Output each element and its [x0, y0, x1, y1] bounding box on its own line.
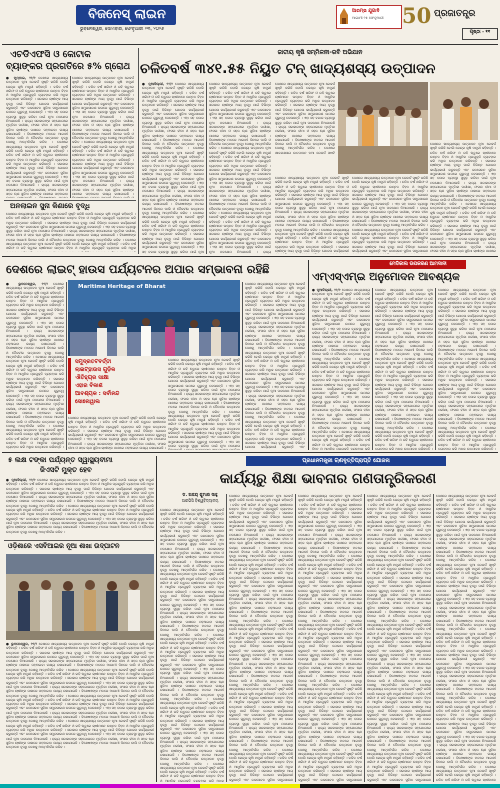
lead-photo-2 — [430, 82, 498, 140]
lead-text-col3: ଦେଶରେ ଖାଦ୍ୟଶସ୍ୟ ଉତ୍ପାଦନ ନୂଆ ରେକର୍ଡ ସୃଷ୍ଟି କରିଛି ବୋଲି କେନ୍ଦ୍ର କୃଷି ମନ୍ତ୍ରୀ କହିଛନ୍ତି । ଚଳିତ ବର୍ଷ ଖରିଫ ଓ ରବି ଋତୁରେ ଚାଷୀମାନେ ଉନ୍ନତ ବିହନ ଓ ଆଧୁନିକ ପ୍ରଯୁକ୍ତି ବ୍ୟବହାର କରି ଅଧିକ ଉତ୍ପାଦନ କରିଛନ୍ତି । ସରକାର ଚାଷୀଙ୍କ ଆୟ ବୃଦ୍ଧି ପାଇଁ ବିଭିନ୍ନ ଯୋଜନା କାର୍ଯ୍ୟକାରୀ କରୁଛନ୍ତି ଏବଂ ଜଳସେଚନ ସୁବିଧା ସମ୍ପ୍ରସାରଣ ଉପରେ ଗୁରୁତ୍ୱ ଦେଉଛନ୍ତି । ଏହା ସହ ବଜାର ବ୍ୟବସ୍ଥା ସୁଦୃଢ଼ କରିବା ପାଇଁ ନୂଆ ପଦକ୍ଷେପ ନିଆଯାଉଛି । ରାଜ୍ୟ ସରକାରଙ୍କ ସହଯୋଗରେ ମୃତ୍ତିକା ପରୀକ୍ଷା, ଫସଲ ବୀମା ଓ ସହଜ ଋଣ ସୁବିଧା ଚାଷୀଙ୍କ ପାଖରେ ପହଞ୍ଚାଇବା ଲକ୍ଷ୍ୟ ରଖାଯାଇଛି । ବିଶେଷଜ୍ଞଙ୍କ ମତରେ ଆଗାମୀ ଦିନରେ ଡାଲି ଓ ତୈଳବୀଜ ଉତ୍ପାଦନ ବୃଦ୍ଧି ଦେଶକୁ ଆତ୍ମନିର୍ଭର କରିବ । ଦେଶରେ ଖାଦ୍ୟଶସ୍ୟ ଉତ୍ପାଦନ ନୂଆ ରେକର୍ଡ ସୃଷ୍ଟି — [275, 82, 335, 154]
paper-name: ପ୍ରଜାତନ୍ତ୍ର — [434, 9, 476, 19]
lighthouse-text-col3: ଦେଶରେ ଖାଦ୍ୟଶସ୍ୟ ଉତ୍ପାଦନ ନୂଆ ରେକର୍ଡ ସୃଷ୍ଟି କରିଛି ବୋଲି କେନ୍ଦ୍ର କୃଷି ମନ୍ତ୍ରୀ କହିଛନ୍ତି । ଚଳିତ ବର୍ଷ ଖରିଫ ଓ ରବି ଋତୁରେ ଚାଷୀମାନେ ଉନ୍ନତ ବିହନ ଓ ଆଧୁନିକ ପ୍ରଯୁକ୍ତି ବ୍ୟବହାର କରି ଅଧିକ ଉତ୍ପାଦନ କରିଛନ୍ତି । ସରକାର ଚାଷୀଙ୍କ ଆୟ ବୃଦ୍ଧି ପାଇଁ ବିଭିନ୍ନ ଯୋଜନା କାର୍ଯ୍ୟକାରୀ କରୁଛନ୍ତି ଏବଂ ଜଳସେଚନ ସୁବିଧା ସମ୍ପ୍ରସାରଣ ଉପରେ ଗୁରୁତ୍ୱ ଦେଉଛନ୍ତି । ଏହା ସହ ବଜାର ବ୍ୟବସ୍ଥା ସୁଦୃଢ଼ କରିବା ପାଇଁ ନୂଆ ପଦକ୍ଷେପ ନିଆଯାଉଛି । ରାଜ୍ୟ ସରକାରଙ୍କ ସହଯୋଗରେ ମୃତ୍ତିକା ପରୀକ୍ଷା, ଫସଲ ବୀମା ଓ ସହଜ ଋଣ ସୁବିଧା ଚାଷୀଙ୍କ ପାଖରେ ପହଞ୍ଚାଇବା ଲକ୍ଷ୍ୟ ରଖାଯାଇଛି । — [68, 416, 166, 450]
education-text-col4: ଦେଶରେ ଖାଦ୍ୟଶସ୍ୟ ଉତ୍ପାଦନ ନୂଆ ରେକର୍ଡ ସୃଷ୍ଟି କରିଛି ବୋଲି କେନ୍ଦ୍ର କୃଷି ମନ୍ତ୍ରୀ କହିଛନ୍ତି । ଚଳିତ ବର୍ଷ ଖରିଫ ଓ ରବି ଋତୁରେ ଚାଷୀମାନେ ଉନ୍ନତ ବିହନ ଓ ଆଧୁନିକ ପ୍ରଯୁକ୍ତି ବ୍ୟବହାର କରି ଅଧିକ ଉତ୍ପାଦନ କରିଛନ୍ତି । ସରକାର ଚାଷୀଙ୍କ ଆୟ ବୃଦ୍ଧି ପାଇଁ ବିଭିନ୍ନ ଯୋଜନା କାର୍ଯ୍ୟକାରୀ କରୁଛନ୍ତି ଏବଂ ଜଳସେଚନ ସୁବିଧା ସମ୍ପ୍ରସାରଣ ଉପରେ ଗୁରୁତ୍ୱ ଦେଉଛନ୍ତି । ଏହା ସହ ବଜାର ବ୍ୟବସ୍ଥା ସୁଦୃଢ଼ କରିବା ପାଇଁ ନୂଆ ପଦକ୍ଷେପ ନିଆଯାଉଛି । ରାଜ୍ୟ ସରକାରଙ୍କ ସହଯୋଗରେ ମୃତ୍ତିକା ପରୀକ୍ଷା, ଫସଲ ବୀମା ଓ ସହଜ ଋଣ ସୁବିଧା ଚାଷୀଙ୍କ ପାଖରେ ପହଞ୍ଚାଇବା ଲକ୍ଷ୍ୟ ରଖାଯାଇଛି । ବିଶେଷଜ୍ଞଙ୍କ ମତରେ ଆଗାମୀ ଦିନରେ ଡାଲି ଓ ତୈଳବୀଜ ଉତ୍ପାଦନ ବୃଦ୍ଧି ଦେଶକୁ ଆତ୍ମନିର୍ଭର କରିବ । ଦେଶରେ ଖାଦ୍ୟଶସ୍ୟ ଉତ୍ପାଦନ ନୂଆ ରେକର୍ଡ ସୃଷ୍ଟି କରିଛି ବୋଲି କେନ୍ଦ୍ର କୃଷି ମନ୍ତ୍ରୀ କହିଛନ୍ତି । ଚଳିତ ବର୍ଷ ଖରିଫ ଓ ରବି ଋତୁରେ ଚାଷୀମାନେ ଉନ୍ନତ ବିହନ ଓ ଆଧୁନିକ ପ୍ରଯୁକ୍ତି ବ୍ୟବହାର କରି ଅଧିକ ଉତ୍ପାଦନ କରିଛନ୍ତି । ସରକାର ଚାଷୀଙ୍କ ଆୟ ବୃଦ୍ଧି ପାଇଁ ବିଭିନ୍ନ ଯୋଜନା କାର୍ଯ୍ୟକାରୀ କରୁଛନ୍ତି ଏବଂ ଜଳସେଚନ ସୁବିଧା ସମ୍ପ୍ରସାରଣ ଉପରେ ଗୁରୁତ୍ୱ ଦେଉଛନ୍ତି । ଏହା ସହ ବଜାର ବ୍ୟବସ୍ଥା ସୁଦୃଢ଼ କରିବା ପାଇଁ ନୂଆ ପଦକ୍ଷେପ ନିଆଯାଉଛି । ରାଜ୍ୟ ସରକାରଙ୍କ ସହଯୋଗରେ ମୃତ୍ତିକା ପରୀକ୍ଷା, ଫସଲ ବୀମା ଓ ସହଜ ଋଣ ସୁବିଧା ଚାଷୀଙ୍କ ପାଖରେ ପହଞ୍ଚାଇବା ଲକ୍ଷ୍ୟ ରଖାଯାଇଛି । ବିଶେଷଜ୍ଞଙ୍କ ମତରେ ଆଗାମୀ ଦିନରେ ଡାଲି ଓ ତୈଳବୀଜ ଉତ୍ପାଦନ ବୃଦ୍ଧି ଦେଶକୁ ଆତ୍ମନିର୍ଭର କରିବ । ଦେଶରେ ଖାଦ୍ୟଶସ୍ୟ ଉତ୍ପାଦନ ନୂଆ ରେକର୍ଡ ସୃଷ୍ଟି କରିଛି ବୋଲି କେନ୍ଦ୍ର କୃଷି ମନ୍ତ୍ରୀ କହିଛନ୍ତି । ଚଳିତ ବର୍ଷ ଖରିଫ ଓ ରବି ଋତୁରେ ଚାଷୀମାନେ ଉନ୍ନତ ବିହନ ଓ ଆଧୁନିକ ପ୍ରଯୁକ୍ତି ବ୍ୟବହାର କରି ଅଧିକ ଉତ୍ପାଦନ କରିଛନ୍ତି । ସରକାର ଚାଷୀଙ୍କ ଆୟ ବୃଦ୍ଧି ପାଇଁ ବିଭିନ୍ନ ଯୋଜନା କାର୍ଯ୍ୟକାରୀ କରୁଛନ୍ତି ଏବଂ ଜଳସେଚନ ସୁବିଧା ସମ୍ପ୍ରସାରଣ ଉପରେ ଗୁରୁତ୍ୱ ଦେଉଛନ୍ତି । ଏହା ସହ ବଜାର ବ୍ୟବସ୍ଥା ସୁଦୃଢ଼ କରିବା ପାଇଁ ନୂଆ ପଦକ୍ଷେପ ନିଆଯାଉଛି । ରାଜ୍ୟ ସରକାରଙ୍କ ସହଯୋଗରେ ମୃତ୍ତିକା ପରୀକ୍ଷା, ଫସଲ ବୀମା ଓ ସହଜ ଋଣ ସୁବିଧା ଚାଷୀଙ୍କ ପାଖରେ ପହଞ୍ଚାଇବା ଲକ୍ଷ୍ୟ ରଖାଯାଇଛି । ବିଶେଷଜ୍ଞଙ୍କ ମତରେ ଆଗାମୀ ଦିନରେ ଡାଲି ଓ ତୈଳବୀଜ ଉତ୍ପାଦନ ବୃଦ୍ଧି ଦେଶକୁ ଆତ୍ମନିର୍ଭର କରିବ । ଦେଶରେ ଖାଦ୍ୟଶସ୍ୟ ଉତ୍ପାଦନ ନୂଆ ରେକର୍ଡ ସୃଷ୍ଟି କରିଛି ବୋଲି କେନ୍ଦ୍ର କୃଷି ମନ୍ତ୍ରୀ କହିଛନ୍ତି । ଚଳିତ ବର୍ଷ ଖରିଫ ଓ ରବି ଋତୁରେ ଚାଷୀମାନେ ଉନ୍ନତ ବିହନ ଓ ଆଧୁନିକ ପ୍ରଯୁକ୍ତି ବ୍ୟବହାର କରି ଅଧିକ ଉତ୍ପାଦନ କରିଛନ୍ତି । ସରକାର ଚାଷୀଙ୍କ ଆୟ ବୃଦ୍ଧି ପାଇଁ ବିଭିନ୍ନ ଯୋଜନା କାର୍ଯ୍ୟକାରୀ କରୁଛନ୍ତି ଏବଂ ଜଳସେଚନ ସୁବିଧା ସମ୍ପ୍ରସାରଣ ଉପରେ ଗୁରୁତ୍ୱ ଦେଉଛନ୍ତି । ଏହା ସହ ବଜାର ବ୍ୟବସ୍ଥା ସୁଦୃଢ଼ କରିବା ପାଇଁ ନୂଆ ପଦକ୍ଷେପ ନିଆଯାଉଛି । ରାଜ୍ୟ ସରକାରଙ୍କ ସହଯୋଗରେ ମୃତ୍ତିକା ପରୀକ୍ଷା, ଫସଲ ବୀମା ଓ ସହଜ ଋଣ ସୁବିଧା ଚାଷୀଙ୍କ ପାଖରେ ପହଞ୍ଚାଇବା ଲକ୍ଷ୍ୟ ରଖାଯାଇଛି । ବିଶେଷଜ୍ଞଙ୍କ ମତରେ ଆଗାମୀ ଦିନରେ ଡାଲି ଓ ତୈଳବୀଜ ଉତ୍ପାଦନ ବୃଦ୍ଧି ଦେଶକୁ ଆତ୍ମନିର୍ଭର କରିବ । ଦେଶରେ ଖାଦ୍ୟଶସ୍ୟ ଉତ୍ପାଦନ ନୂଆ ରେକର୍ଡ ସୃଷ୍ଟି କରିଛି ବୋଲି କେନ୍ଦ୍ର କୃଷି ମନ୍ତ୍ରୀ କହିଛନ୍ତି । ଚଳିତ ବର୍ଷ ଖରିଫ ଓ ରବି ଋତୁରେ ଚାଷୀମାନେ ଉନ୍ନତ ବିହନ ଓ ଆଧୁନିକ ପ୍ରଯୁକ୍ତି ବ୍ୟବହାର କରି ଅଧିକ ଉତ୍ପାଦନ କରିଛନ୍ତି । ସରକାର ଚାଷୀଙ୍କ ଆୟ ବୃଦ୍ଧି ପାଇଁ ବିଭିନ୍ନ ଯୋଜନା କାର୍ଯ୍ୟକାରୀ କରୁଛନ୍ତି ଏବଂ ଜଳସେଚନ ସୁବିଧା ସମ୍ପ୍ରସାରଣ — [367, 494, 431, 782]
bank-text: ● ଭୁବନେଶ୍ୱର, ୨୨/୨ ଦେଶରେ ଖାଦ୍ୟଶସ୍ୟ ଉତ୍ପାଦନ ନୂଆ ରେକର୍ଡ ସୃଷ୍ଟି କରିଛି ବୋଲି କେନ୍ଦ୍ର କୃଷି ମନ୍ତ୍ରୀ କହିଛନ୍ତି । ଚଳିତ ବର୍ଷ ଖରିଫ ଓ ରବି ଋତୁରେ ଚାଷୀମାନେ ଉନ୍ନତ ବିହନ ଓ ଆଧୁନିକ ପ୍ରଯୁକ୍ତି ବ୍ୟବହାର କରି ଅଧିକ ଉତ୍ପାଦନ କରିଛନ୍ତି । ସରକାର ଚାଷୀଙ୍କ ଆୟ ବୃଦ୍ଧି ପାଇଁ ବିଭିନ୍ନ ଯୋଜନା କାର୍ଯ୍ୟକାରୀ କରୁଛନ୍ତି ଏବଂ ଜଳସେଚନ ସୁବିଧା ସମ୍ପ୍ରସାରଣ ଉପରେ ଗୁରୁତ୍ୱ ଦେଉଛନ୍ତି । ଏହା ସହ ବଜାର ବ୍ୟବସ୍ଥା ସୁଦୃଢ଼ କରିବା ପାଇଁ ନୂଆ ପଦକ୍ଷେପ ନିଆଯାଉଛି । ରାଜ୍ୟ ସରକାରଙ୍କ ସହଯୋଗରେ ମୃତ୍ତିକା ପରୀକ୍ଷା, ଫସଲ ବୀମା ଓ ସହଜ ଋଣ ସୁବିଧା ଚାଷୀଙ୍କ ପାଖରେ ପହଞ୍ଚାଇବା ଲକ୍ଷ୍ୟ ରଖାଯାଇଛି । ବିଶେଷଜ୍ଞଙ୍କ ମତରେ ଆଗାମୀ ଦିନରେ ଡାଲି ଓ ତୈଳବୀଜ ଉତ୍ପାଦନ ବୃଦ୍ଧି ଦେଶକୁ ଆତ୍ମନିର୍ଭର କରିବ । ଦେଶରେ ଖାଦ୍ୟଶସ୍ୟ ଉତ୍ପାଦନ ନୂଆ ରେକର୍ଡ ସୃଷ୍ଟି କରିଛି ବୋଲି କେନ୍ଦ୍ର କୃଷି ମନ୍ତ୍ରୀ କହିଛନ୍ତି । ଚଳିତ ବର୍ଷ ଖରିଫ ଓ ରବି ଋତୁରେ ଚାଷୀମାନେ ଉନ୍ନତ ବିହନ ଓ ଆଧୁନିକ ପ୍ରଯୁକ୍ତି ବ୍ୟବହାର କରି ଅଧିକ ଉତ୍ପାଦନ କରିଛନ୍ତି । ସରକାର ଚାଷୀଙ୍କ ଆୟ ବୃଦ୍ଧି ପାଇଁ ବିଭିନ୍ନ ଯୋଜନା କାର୍ଯ୍ୟକାରୀ କରୁଛନ୍ତି ଏବଂ ଜଳସେଚନ ସୁବିଧା ସମ୍ପ୍ରସାରଣ ଉପରେ ଗୁରୁତ୍ୱ ଦେଉଛନ୍ତି । ଏହା ସହ ବଜାର ବ୍ୟବସ୍ଥା ସୁଦୃଢ଼ କରିବା ପାଇଁ ନୂଆ ପଦକ୍ଷେପ ନିଆଯାଉଛି । ରାଜ୍ୟ ସରକାରଙ୍କ ସହଯୋଗରେ ମୃତ୍ତିକା ପରୀକ୍ଷା, ଫସଲ ବୀମା ଓ ସହଜ ଋଣ ସୁବିଧା ଚାଷୀଙ୍କ ପାଖରେ ପହଞ୍ଚାଇବା ଲକ୍ଷ୍ୟ ରଖାଯାଇଛି । ବିଶେଷଜ୍ଞଙ୍କ ମତରେ ଆଗାମୀ ଦିନରେ ଡାଲି ଓ ତୈଳବୀଜ ଉତ୍ପାଦନ ବୃଦ୍ଧି ଦେଶକୁ ଆତ୍ମନିର୍ଭର କରିବ । ଦେଶରେ ଖାଦ୍ୟଶସ୍ୟ ଉତ୍ପାଦନ ନୂଆ ରେକର୍ଡ ସୃଷ୍ଟି କରିଛି ବୋଲି କେନ୍ଦ୍ର କୃଷି ମନ୍ତ୍ରୀ କହିଛନ୍ତି । ଚଳିତ ବର୍ଷ ଖରିଫ ଓ ରବି ଋତୁରେ ଚାଷୀମାନେ ଉନ୍ନତ ବିହନ ଓ ଆଧୁନିକ ପ୍ରଯୁକ୍ତି ବ୍ୟବହାର କରି ଅଧିକ ଉତ୍ପାଦନ କରିଛନ୍ତି । ସରକାର ଚାଷୀଙ୍କ ଆୟ ବୃଦ୍ଧି ପାଇଁ ବିଭିନ୍ନ ଯୋଜନା କାର୍ଯ୍ୟକାରୀ କରୁଛନ୍ତି ଏବଂ ଜଳସେଚନ ସୁବିଧା ସମ୍ପ୍ରସାରଣ ଉପରେ ଗୁରୁତ୍ୱ ଦେଉଛନ୍ତି । ଏହା ସହ ବଜାର ବ୍ୟବସ୍ଥା ସୁଦୃଢ଼ କରିବା ପାଇଁ ନୂଆ ପଦକ୍ଷେପ ନିଆଯାଉଛି । ରାଜ୍ୟ ସରକାରଙ୍କ ସହଯୋଗରେ ମୃତ୍ତିକା ପରୀକ୍ଷା, ଫସଲ ବୀମା ଓ ସହଜ ଋଣ ସୁବିଧା ଚାଷୀଙ୍କ ପାଖରେ ପହଞ୍ଚାଇବା ଲକ୍ଷ୍ୟ ରଖାଯାଇଛି । ବିଶେଷଜ୍ଞଙ୍କ ମତରେ ଆଗାମୀ ଦିନରେ ଡାଲି ଓ ତୈଳବୀଜ ଉତ୍ପାଦନ ବୃଦ୍ଧି ଦେଶକୁ ଆତ୍ମନିର୍ଭର କରିବ । ଦେଶରେ ଖାଦ୍ୟଶସ୍ୟ ଉତ୍ପାଦନ ନୂଆ ରେକର୍ଡ ସୃଷ୍ଟି କରିଛି ବୋଲି କେନ୍ଦ୍ର କୃଷି ମନ୍ତ୍ରୀ କହିଛନ୍ତି । ଚଳିତ ବର୍ଷ ଖରିଫ ଓ ରବି ଋତୁରେ ଚାଷୀମାନେ ଉନ୍ନତ ବିହନ ଓ ଆଧୁନିକ ପ୍ରଯୁକ୍ତି ବ୍ୟବହାର କରି ଅଧିକ ଉତ୍ପାଦନ କରିଛନ୍ତି । ସରକାର ଚାଷୀଙ୍କ ଆୟ ବୃଦ୍ଧି ପାଇଁ ବିଭିନ୍ନ ଯୋଜନା କାର୍ଯ୍ୟକାରୀ କରୁଛନ୍ତି ଏବଂ ଜଳସେଚନ ସୁବିଧା ସମ୍ପ୍ରସାରଣ ଉପରେ ଗୁରୁତ୍ୱ ଦେଉଛନ୍ତି । ଏହା ସହ ବଜାର ବ୍ୟବସ୍ଥା ସୁଦୃଢ଼ କରିବା ପାଇଁ ନୂଆ ପଦକ୍ଷେପ ନିଆଯାଉଛି । ରାଜ୍ୟ ସରକାରଙ୍କ ସହଯୋଗରେ ମୃତ୍ତିକା ପରୀକ୍ଷା, ଫସଲ ବୀମା ଓ ସହଜ ଋଣ ସୁବିଧା ଚାଷୀଙ୍କ ପାଖରେ ପହଞ୍ଚାଇବା ଲକ୍ଷ୍ୟ ରଖାଯାଇଛି । ବିଶେଷଜ୍ଞଙ୍କ ମତରେ ଆଗାମୀ ଦିନରେ ଡାଲି ଓ ତୈଳବୀଜ ଉତ୍ପାଦନ ବୃଦ୍ଧି ଦେଶକୁ ଆତ୍ମନିର୍ଭର କରିବ । — [6, 642, 154, 750]
education-kicker: ପ୍ରଧାନମନ୍ତ୍ରୀ ଋଣଵୃତ୍ତିପ୍ରାପ୍ତି ଯୋଜନା — [302, 458, 390, 464]
lead-kicker: ଜାତୀୟ କୃଷି ସମ୍ମିଳନୀ-ରବି ଅଭିଯାନ — [277, 49, 363, 56]
lead-text-col6: ଦେଶରେ ଖାଦ୍ୟଶସ୍ୟ ଉତ୍ପାଦନ ନୂଆ ରେକର୍ଡ ସୃଷ୍ଟି କରିଛି ବୋଲି କେନ୍ଦ୍ର କୃଷି ମନ୍ତ୍ରୀ କହିଛନ୍ତି । ଚଳିତ ବର୍ଷ ଖରିଫ ଓ ରବି ଋତୁରେ ଚାଷୀମାନେ ଉନ୍ନତ ବିହନ ଓ ଆଧୁନିକ ପ୍ରଯୁକ୍ତି ବ୍ୟବହାର କରି ଅଧିକ ଉତ୍ପାଦନ କରିଛନ୍ତି । ସରକାର ଚାଷୀଙ୍କ ଆୟ ବୃଦ୍ଧି ପାଇଁ ବିଭିନ୍ନ ଯୋଜନା କାର୍ଯ୍ୟକାରୀ କରୁଛନ୍ତି ଏବଂ ଜଳସେଚନ ସୁବିଧା ସମ୍ପ୍ରସାରଣ ଉପରେ ଗୁରୁତ୍ୱ ଦେଉଛନ୍ତି । ଏହା ସହ ବଜାର ବ୍ୟବସ୍ଥା ସୁଦୃଢ଼ କରିବା ପାଇଁ ନୂଆ ପଦକ୍ଷେପ ନିଆଯାଉଛି । ରାଜ୍ୟ ସରକାରଙ୍କ ସହଯୋଗରେ ମୃତ୍ତିକା ପରୀକ୍ଷା, ଫସଲ ବୀମା ଓ ସହଜ ଋଣ ସୁବିଧା ଚାଷୀଙ୍କ ପାଖରେ ପହଞ୍ଚାଇବା ଲକ୍ଷ୍ୟ ରଖାଯାଇଛି । ବିଶେଷଜ୍ଞଙ୍କ ମତରେ ଆଗାମୀ ଦିନରେ ଡାଲି ଓ ତୈଳବୀଜ ଉତ୍ପାଦନ ବୃଦ୍ଧି ଦେଶକୁ ଆତ୍ମନିର୍ଭର କରିବ । ଦେଶରେ ଖାଦ୍ୟଶସ୍ୟ ଉତ୍ପାଦନ ନୂଆ ରେକର୍ଡ ସୃଷ୍ଟି କରିଛି ବୋଲି କେନ୍ଦ୍ର କୃଷି ମନ୍ତ୍ରୀ କହିଛନ୍ତି । ଚଳିତ ବର୍ଷ ଖରିଫ ଓ ରବି ଋତୁରେ ଚାଷୀମାନେ ଉନ୍ନତ ବିହନ ଓ ଆଧୁନିକ ପ୍ରଯୁକ୍ତି ବ୍ୟବହାର କରି ଅଧିକ ଉତ୍ପାଦନ କରିଛନ୍ତି । ସରକାର ଚାଷୀଙ୍କ ଆୟ ବୃଦ୍ଧି ପାଇଁ ବିଭିନ୍ନ ଯୋଜନା କାର୍ଯ୍ୟକାରୀ କରୁଛନ୍ତି ଏବଂ ଜଳସେଚନ ସୁବିଧା ସମ୍ପ୍ରସାରଣ — [352, 176, 428, 254]
education-headline: କାର୍ଯ୍ୟରୁ ଶିକ୍ଷା ଭାବନାର ଗଣତାନ୍ତ୍ରିକରଣ — [219, 471, 437, 487]
lighthouse-photo — [68, 280, 240, 356]
left-story-body: ଦେଶରେ ଖାଦ୍ୟଶସ୍ୟ ଉତ୍ପାଦନ ନୂଆ ରେକର୍ଡ ସୃଷ୍ଟି କରିଛି ବୋଲି କେନ୍ଦ୍ର କୃଷି ମନ୍ତ୍ରୀ କହିଛନ୍ତି । ଚଳିତ ବର୍ଷ ଖରିଫ ଓ ରବି ଋତୁରେ ଚାଷୀମାନେ ଉନ୍ନତ ବିହନ ଓ ଆଧୁନିକ ପ୍ରଯୁକ୍ତି ବ୍ୟବହାର କରି ଅଧିକ ଉତ୍ପାଦନ କରିଛନ୍ତି । ସରକାର ଚାଷୀଙ୍କ ଆୟ ବୃଦ୍ଧି ପାଇଁ ବିଭିନ୍ନ ଯୋଜନା କାର୍ଯ୍ୟକାରୀ କରୁଛନ୍ତି ଏବଂ ଜଳସେଚନ ସୁବିଧା ସମ୍ପ୍ରସାରଣ ଉପରେ ଗୁରୁତ୍ୱ ଦେଉଛନ୍ତି । ଏହା ସହ ବଜାର ବ୍ୟବସ୍ଥା ସୁଦୃଢ଼ କରିବା ପାଇଁ ନୂଆ ପଦକ୍ଷେପ ନିଆଯାଉଛି । ରାଜ୍ୟ ସରକାରଙ୍କ ସହଯୋଗରେ ମୃତ୍ତିକା ପରୀକ୍ଷା, ଫସଲ ବୀମା ଓ ସହଜ ଋଣ ସୁବିଧା ଚାଷୀଙ୍କ ପାଖରେ ପହଞ୍ଚାଇବା ଲକ୍ଷ୍ୟ ରଖାଯାଇଛି । ବିଶେଷଜ୍ଞଙ୍କ ମତରେ ଆଗାମୀ ଦିନରେ ଡାଲି ଓ ତୈଳବୀଜ ଉତ୍ପାଦନ ବୃଦ୍ଧି ଦେଶକୁ ଆତ୍ମନିର୍ଭର କରିବ । — [6, 76, 68, 145]
lead-headline: ଚଳିତବର୍ଷ ୩୪୧.୫୫ ନିୟୁତ ଟନ୍ ଖାଦ୍ୟଶସ୍ୟ ଉତ୍ପାଦନ — [140, 61, 436, 77]
bank-headline: ଓଡ଼ିଶାରେ ଏସବିଆଇର ନୂଆ ଶାଖା ଉଦ୍‌ଘାଟନ — [8, 542, 120, 550]
lead-text-col5: ଦେଶରେ ଖାଦ୍ୟଶସ୍ୟ ଉତ୍ପାଦନ ନୂଆ ରେକର୍ଡ ସୃଷ୍ଟି କରିଛି ବୋଲି କେନ୍ଦ୍ର କୃଷି ମନ୍ତ୍ରୀ କହିଛନ୍ତି । ଚଳିତ ବର୍ଷ ଖରିଫ ଓ ରବି ଋତୁରେ ଚାଷୀମାନେ ଉନ୍ନତ ବିହନ ଓ ଆଧୁନିକ ପ୍ରଯୁକ୍ତି ବ୍ୟବହାର କରି ଅଧିକ ଉତ୍ପାଦନ କରିଛନ୍ତି । ସରକାର ଚାଷୀଙ୍କ ଆୟ ବୃଦ୍ଧି ପାଇଁ ବିଭିନ୍ନ ଯୋଜନା କାର୍ଯ୍ୟକାରୀ କରୁଛନ୍ତି ଏବଂ ଜଳସେଚନ ସୁବିଧା ସମ୍ପ୍ରସାରଣ ଉପରେ ଗୁରୁତ୍ୱ ଦେଉଛନ୍ତି । ଏହା ସହ ବଜାର ବ୍ୟବସ୍ଥା ସୁଦୃଢ଼ କରିବା ପାଇଁ ନୂଆ ପଦକ୍ଷେପ ନିଆଯାଉଛି । ରାଜ୍ୟ ସରକାରଙ୍କ ସହଯୋଗରେ ମୃତ୍ତିକା ପରୀକ୍ଷା, ଫସଲ ବୀମା ଓ ସହଜ ଋଣ ସୁବିଧା ଚାଷୀଙ୍କ ପାଖରେ ପହଞ୍ଚାଇବା ଲକ୍ଷ୍ୟ ରଖାଯାଇଛି । ବିଶେଷଜ୍ଞଙ୍କ ମତରେ ଆଗାମୀ ଦିନରେ ଡାଲି ଓ ତୈଳବୀଜ ଉତ୍ପାଦନ ବୃଦ୍ଧି ଦେଶକୁ ଆତ୍ମନିର୍ଭର କରିବ । ଦେଶରେ ଖାଦ୍ୟଶସ୍ୟ ଉତ୍ପାଦନ ନୂଆ ରେକର୍ଡ ସୃଷ୍ଟି କରିଛି ବୋଲି କେନ୍ଦ୍ର କୃଷି ମନ୍ତ୍ରୀ କହିଛନ୍ତି । ଚଳିତ ବର୍ଷ ଖରିଫ ଓ ରବି ଋତୁରେ ଚାଷୀମାନେ ଉନ୍ନତ ବିହନ ଓ ଆଧୁନିକ ପ୍ରଯୁକ୍ତି ବ୍ୟବହାର କରି ଅଧିକ ଉତ୍ପାଦନ କରିଛନ୍ତି । ସରକାର ଚାଷୀଙ୍କ ଆୟ ବୃଦ୍ଧି ପାଇଁ ବିଭିନ୍ନ ଯୋଜନା କାର୍ଯ୍ୟକାରୀ — [275, 176, 349, 254]
bank-photo — [6, 554, 154, 640]
lighthouse-quote-box — [68, 358, 166, 414]
msme-byline: ● ନୂଆଦିଲ୍ଲୀ, ୨୨/୨ — [312, 288, 341, 292]
brief-text: ଦେଶରେ ଖାଦ୍ୟଶସ୍ୟ ଉତ୍ପାଦନ ନୂଆ ରେକର୍ଡ ସୃଷ୍ଟି କରିଛି ବୋଲି କେନ୍ଦ୍ର କୃଷି ମନ୍ତ୍ରୀ କହିଛନ୍ତି । ଚଳିତ ବର୍ଷ ଖରିଫ ଓ ରବି ଋତୁରେ ଚାଷୀମାନେ ଉନ୍ନତ ବିହନ ଓ ଆଧୁନିକ ପ୍ରଯୁକ୍ତି ବ୍ୟବହାର କରି ଅଧିକ ଉତ୍ପାଦନ କରିଛନ୍ତି । ସରକାର ଚାଷୀଙ୍କ ଆୟ ବୃଦ୍ଧି ପାଇଁ ବିଭିନ୍ନ ଯୋଜନା କାର୍ଯ୍ୟକାରୀ କରୁଛନ୍ତି ଏବଂ ଜଳସେଚନ ସୁବିଧା ସମ୍ପ୍ରସାରଣ ଉପରେ ଗୁରୁତ୍ୱ ଦେଉଛନ୍ତି । ଏହା ସହ ବଜାର ବ୍ୟବସ୍ଥା ସୁଦୃଢ଼ କରିବା ପାଇଁ ନୂଆ ପଦକ୍ଷେପ ନିଆଯାଉଛି । ରାଜ୍ୟ ସରକାରଙ୍କ ସହଯୋଗରେ ମୃତ୍ତିକା ପରୀକ୍ଷା, ଫସଲ ବୀମା ଓ ସହଜ ଋଣ ସୁବିଧା ଚାଷୀଙ୍କ ପାଖରେ ପହଞ୍ଚାଇବା ଲକ୍ଷ୍ୟ ରଖାଯାଇଛି । ବିଶେଷଜ୍ଞଙ୍କ ମତରେ ଆଗାମୀ ଦିନରେ ଡାଲି ଓ ତୈଳବୀଜ ଉତ୍ପାଦନ ବୃଦ୍ଧି ଦେଶକୁ ଆତ୍ମନିର୍ଭର କରିବ । ଦେଶରେ ଖାଦ୍ୟଶସ୍ୟ ଉତ୍ପାଦନ ନୂଆ ରେକର୍ଡ ସୃଷ୍ଟି କରିଛି ବୋଲି କେନ୍ଦ୍ର କୃଷି ମନ୍ତ୍ରୀ କହିଛନ୍ତି । ଚଳିତ ବର୍ଷ ଖରିଫ ଓ ରବି ଋତୁରେ ଚାଷୀମାନେ ଉନ୍ନତ ବିହନ ଓ ଆଧୁନିକ ପ୍ରଯୁକ୍ତି ବ୍ୟବହାର କରି ଅଧିକ — [6, 212, 136, 251]
quote-line-6: ସୋନୋୱାଲ — [75, 399, 100, 405]
lead-text-col4: ଦେଶରେ ଖାଦ୍ୟଶସ୍ୟ ଉତ୍ପାଦନ ନୂଆ ରେକର୍ଡ ସୃଷ୍ଟି କରିଛି ବୋଲି କେନ୍ଦ୍ର କୃଷି ମନ୍ତ୍ରୀ କହିଛନ୍ତି । ଚଳିତ ବର୍ଷ ଖରିଫ ଓ ରବି ଋତୁରେ ଚାଷୀମାନେ ଉନ୍ନତ ବିହନ ଓ ଆଧୁନିକ ପ୍ରଯୁକ୍ତି ବ୍ୟବହାର କରି ଅଧିକ ଉତ୍ପାଦନ କରିଛନ୍ତି । ସରକାର ଚାଷୀଙ୍କ ଆୟ ବୃଦ୍ଧି ପାଇଁ ବିଭିନ୍ନ ଯୋଜନା କାର୍ଯ୍ୟକାରୀ କରୁଛନ୍ତି ଏବଂ ଜଳସେଚନ ସୁବିଧା ସମ୍ପ୍ରସାରଣ ଉପରେ ଗୁରୁତ୍ୱ ଦେଉଛନ୍ତି । ଏହା ସହ ବଜାର ବ୍ୟବସ୍ଥା ସୁଦୃଢ଼ କରିବା ପାଇଁ ନୂଆ ପଦକ୍ଷେପ ନିଆଯାଉଛି । ରାଜ୍ୟ ସରକାରଙ୍କ ସହଯୋଗରେ ମୃତ୍ତିକା ପରୀକ୍ଷା, ଫସଲ ବୀମା ଓ ସହଜ ଋଣ ସୁବିଧା ଚାଷୀଙ୍କ ପାଖରେ ପହଞ୍ଚାଇବା ଲକ୍ଷ୍ୟ ରଖାଯାଇଛି । ବିଶେଷଜ୍ଞଙ୍କ ମତରେ ଆଗାମୀ ଦିନରେ ଡାଲି ଓ ତୈଳବୀଜ ଉତ୍ପାଦନ ବୃଦ୍ଧି ଦେଶକୁ ଆତ୍ମନିର୍ଭର କରିବ । ଦେଶରେ ଖାଦ୍ୟଶସ୍ୟ ଉତ୍ପାଦନ ନୂଆ ରେକର୍ଡ ସୃଷ୍ଟି କରିଛି ବୋଲି କେନ୍ଦ୍ର କୃଷି ମନ୍ତ୍ରୀ କହିଛନ୍ତି । ଚଳିତ ବର୍ଷ ଖରିଫ ଓ ରବି ଋତୁରେ ଚାଷୀମାନେ ଉନ୍ନତ ବିହନ ଓ ଆଧୁନିକ ପ୍ରଯୁକ୍ତି ବ୍ୟବହାର କରି ଅଧିକ ଉତ୍ପାଦନ କରିଛନ୍ତି । ସରକାର ଚାଷୀଙ୍କ ଆୟ ବୃଦ୍ଧି ପାଇଁ ବିଭିନ୍ନ ଯୋଜନା କାର୍ଯ୍ୟକାରୀ କରୁଛନ୍ତି ଏବଂ ଜଳସେଚନ ସୁବିଧା ସମ୍ପ୍ରସାରଣ ଉପରେ ଗୁରୁତ୍ୱ ଦେଉଛନ୍ତି । ଏହା ସହ ବଜାର ବ୍ୟବସ୍ଥା ସୁଦୃଢ଼ କରିବା ପାଇଁ ନୂଆ ପଦକ୍ଷେପ ନିଆଯାଉଛି । ରାଜ୍ୟ ସରକାରଙ୍କ ସହଯୋଗରେ ମୃତ୍ତିକା ପରୀକ୍ଷା, ଫସଲ ବୀମା ଓ ସହଜ ଋଣ ସୁବିଧା ଚାଷୀଙ୍କ ପାଖରେ — [430, 142, 496, 254]
anniversary-mark: 50 — [402, 4, 432, 28]
quote-line-2: ଲାଇଟ୍‌ହାଉସ ଗୁଡ଼ିକ — [75, 367, 116, 373]
bank-photo-image — [6, 554, 154, 640]
health-text: ● ନୂଆଦିଲ୍ଲୀ, ୨୨/୨ ଦେଶରେ ଖାଦ୍ୟଶସ୍ୟ ଉତ୍ପାଦନ ନୂଆ ରେକର୍ଡ ସୃଷ୍ଟି କରିଛି ବୋଲି କେନ୍ଦ୍ର କୃଷି ମନ୍ତ୍ରୀ କହିଛନ୍ତି । ଚଳିତ ବର୍ଷ ଖରିଫ ଓ ରବି ଋତୁରେ ଚାଷୀମାନେ ଉନ୍ନତ ବିହନ ଓ ଆଧୁନିକ ପ୍ରଯୁକ୍ତି ବ୍ୟବହାର କରି ଅଧିକ ଉତ୍ପାଦନ କରିଛନ୍ତି । ସରକାର ଚାଷୀଙ୍କ ଆୟ ବୃଦ୍ଧି ପାଇଁ ବିଭିନ୍ନ ଯୋଜନା କାର୍ଯ୍ୟକାରୀ କରୁଛନ୍ତି ଏବଂ ଜଳସେଚନ ସୁବିଧା ସମ୍ପ୍ରସାରଣ ଉପରେ ଗୁରୁତ୍ୱ ଦେଉଛନ୍ତି । ଏହା ସହ ବଜାର ବ୍ୟବସ୍ଥା ସୁଦୃଢ଼ କରିବା ପାଇଁ ନୂଆ ପଦକ୍ଷେପ ନିଆଯାଉଛି । ରାଜ୍ୟ ସରକାରଙ୍କ ସହଯୋଗରେ ମୃତ୍ତିକା ପରୀକ୍ଷା, ଫସଲ ବୀମା ଓ ସହଜ ଋଣ ସୁବିଧା ଚାଷୀଙ୍କ ପାଖରେ ପହଞ୍ଚାଇବା ଲକ୍ଷ୍ୟ ରଖାଯାଇଛି । ବିଶେଷଜ୍ଞଙ୍କ ମତରେ ଆଗାମୀ ଦିନରେ ଡାଲି ଓ ତୈଳବୀଜ ଉତ୍ପାଦନ ବୃଦ୍ଧି ଦେଶକୁ ଆତ୍ମନିର୍ଭର କରିବ । ଦେଶରେ ଖାଦ୍ୟଶସ୍ୟ ଉତ୍ପାଦନ ନୂଆ ରେକର୍ଡ ସୃଷ୍ଟି କରିଛି ବୋଲି କେନ୍ଦ୍ର କୃଷି ମନ୍ତ୍ରୀ କହିଛନ୍ତି । ଚଳିତ ବର୍ଷ ଖରିଫ ଓ ରବି ଋତୁରେ ଚାଷୀମାନେ ଉନ୍ନତ ବିହନ ଓ ଆଧୁନିକ ପ୍ରଯୁକ୍ତି ବ୍ୟବହାର କରି ଅଧିକ ଉତ୍ପାଦନ କରିଛନ୍ତି । ସରକାର ଚାଷୀଙ୍କ ଆୟ ବୃଦ୍ଧି ପାଇଁ ବିଭିନ୍ନ ଯୋଜନା କାର୍ଯ୍ୟକାରୀ କରୁଛନ୍ତି ଏବଂ ଜଳସେଚନ ସୁବିଧା ସମ୍ପ୍ରସାରଣ ଉପରେ ଗୁରୁତ୍ୱ ଦେଉଛନ୍ତି । ଏହା ସହ ବଜାର ବ୍ୟବସ୍ଥା ସୁଦୃଢ଼ କରିବା ପାଇଁ ନୂଆ ପଦକ୍ଷେପ ନିଆଯାଉଛି । ରାଜ୍ୟ ସରକାରଙ୍କ ସହଯୋଗରେ ମୃତ୍ତିକା ପରୀକ୍ଷା, ଫସଲ ବୀମା ଓ ସହଜ ଋଣ ସୁବିଧା ଚାଷୀଙ୍କ ପାଖରେ ପହଞ୍ଚାଇବା ଲକ୍ଷ୍ୟ ରଖାଯାଇଛି । ବିଶେଷଜ୍ଞଙ୍କ ମତରେ ଆଗାମୀ ଦିନରେ ଡାଲି ଓ ତୈଳବୀଜ ଉତ୍ପାଦନ ବୃଦ୍ଧି ଦେଶକୁ ଆତ୍ମନିର୍ଭର କରିବ । — [6, 478, 154, 534]
lead-byline: ● ନୂଆଦିଲ୍ଲୀ, ୨୨/୨ — [142, 82, 173, 86]
registration-strip — [0, 784, 500, 788]
dateline: ଭୁବନେଶ୍ୱର, ସୋମବାର, ଫେବୃଆରୀ ୨୩, ୨୦୨୬ — [80, 27, 164, 32]
lead-photo — [338, 82, 428, 174]
lead-photo-image — [338, 82, 428, 174]
quote-line-1: ସମୁଦ୍ରତଟବର୍ତ୍ତୀ — [75, 359, 112, 365]
lead-text-col2: ଦେଶରେ ଖାଦ୍ୟଶସ୍ୟ ଉତ୍ପାଦନ ନୂଆ ରେକର୍ଡ ସୃଷ୍ଟି କରିଛି ବୋଲି କେନ୍ଦ୍ର କୃଷି ମନ୍ତ୍ରୀ କହିଛନ୍ତି । ଚଳିତ ବର୍ଷ ଖରିଫ ଓ ରବି ଋତୁରେ ଚାଷୀମାନେ ଉନ୍ନତ ବିହନ ଓ ଆଧୁନିକ ପ୍ରଯୁକ୍ତି ବ୍ୟବହାର କରି ଅଧିକ ଉତ୍ପାଦନ କରିଛନ୍ତି । ସରକାର ଚାଷୀଙ୍କ ଆୟ ବୃଦ୍ଧି ପାଇଁ ବିଭିନ୍ନ ଯୋଜନା କାର୍ଯ୍ୟକାରୀ କରୁଛନ୍ତି ଏବଂ ଜଳସେଚନ ସୁବିଧା ସମ୍ପ୍ରସାରଣ ଉପରେ ଗୁରୁତ୍ୱ ଦେଉଛନ୍ତି । ଏହା ସହ ବଜାର ବ୍ୟବସ୍ଥା ସୁଦୃଢ଼ କରିବା ପାଇଁ ନୂଆ ପଦକ୍ଷେପ ନିଆଯାଉଛି । ରାଜ୍ୟ ସରକାରଙ୍କ ସହଯୋଗରେ ମୃତ୍ତିକା ପରୀକ୍ଷା, ଫସଲ ବୀମା ଓ ସହଜ ଋଣ ସୁବିଧା ଚାଷୀଙ୍କ ପାଖରେ ପହଞ୍ଚାଇବା ଲକ୍ଷ୍ୟ ରଖାଯାଇଛି । ବିଶେଷଜ୍ଞଙ୍କ ମତରେ ଆଗାମୀ ଦିନରେ ଡାଲି ଓ ତୈଳବୀଜ ଉତ୍ପାଦନ ବୃଦ୍ଧି ଦେଶକୁ ଆତ୍ମନିର୍ଭର କରିବ । ଦେଶରେ ଖାଦ୍ୟଶସ୍ୟ ଉତ୍ପାଦନ ନୂଆ ରେକର୍ଡ ସୃଷ୍ଟି କରିଛି ବୋଲି କେନ୍ଦ୍ର କୃଷି ମନ୍ତ୍ରୀ କହିଛନ୍ତି । ଚଳିତ ବର୍ଷ ଖରିଫ ଓ ରବି ଋତୁରେ ଚାଷୀମାନେ ଉନ୍ନତ ବିହନ ଓ ଆଧୁନିକ ପ୍ରଯୁକ୍ତି ବ୍ୟବହାର କରି ଅଧିକ ଉତ୍ପାଦନ କରିଛନ୍ତି । ସରକାର ଚାଷୀଙ୍କ ଆୟ ବୃଦ୍ଧି ପାଇଁ ବିଭିନ୍ନ ଯୋଜନା କାର୍ଯ୍ୟକାରୀ କରୁଛନ୍ତି ଏବଂ ଜଳସେଚନ ସୁବିଧା ସମ୍ପ୍ରସାରଣ ଉପରେ ଗୁରୁତ୍ୱ ଦେଉଛନ୍ତି । ଏହା ସହ ବଜାର ବ୍ୟବସ୍ଥା ସୁଦୃଢ଼ କରିବା ପାଇଁ ନୂଆ ପଦକ୍ଷେପ ନିଆଯାଉଛି । ରାଜ୍ୟ ସରକାରଙ୍କ ସହଯୋଗରେ ମୃତ୍ତିକା ପରୀକ୍ଷା, ଫସଲ ବୀମା ଓ ସହଜ ଋଣ ସୁବିଧା ଚାଷୀଙ୍କ ପାଖରେ ପହଞ୍ଚାଇବା ଲକ୍ଷ୍ୟ ରଖାଯାଇଛି । ବିଶେଷଜ୍ଞଙ୍କ ମତରେ ଆଗାମୀ ଦିନରେ ଡାଲି ଓ ତୈଳବୀଜ ଉତ୍ପାଦନ ବୃଦ୍ଧି ଦେଶକୁ ଆତ୍ମନିର୍ଭର କରିବ । ଦେଶରେ ଖାଦ୍ୟଶସ୍ୟ ଉତ୍ପାଦନ ନୂଆ ରେକର୍ଡ ସୃଷ୍ଟି କରିଛି ବୋଲି କେନ୍ଦ୍ର କୃଷି ମନ୍ତ୍ରୀ କହିଛନ୍ତି । ଚଳିତ ବର୍ଷ ଖରିଫ ଓ ରବି ଋତୁରେ ଚାଷୀମାନେ ଉନ୍ନତ ବିହନ ଓ ଆଧୁନିକ ପ୍ରଯୁକ୍ତି ବ୍ୟବହାର କରି ଅଧିକ ଉତ୍ପାଦନ କରିଛନ୍ତି । ସରକାର ଚାଷୀଙ୍କ ଆୟ ବୃଦ୍ଧି ପାଇଁ ବିଭିନ୍ନ ଯୋଜନା କାର୍ଯ୍ୟକାରୀ କରୁଛନ୍ତି ଏବଂ ଜଳସେଚନ ସୁବିଧା ସମ୍ପ୍ରସାରଣ ଉପରେ ଗୁରୁତ୍ୱ ଦେଉଛନ୍ତି । ଏହା ସହ ବଜାର ବ୍ୟବସ୍ଥା ସୁଦୃଢ଼ କରିବା ପାଇଁ ନୂଆ ପଦକ୍ଷେପ ନିଆଯାଉଛି । ରାଜ୍ୟ — [209, 82, 271, 254]
lighthouse-photo-image — [68, 280, 240, 356]
quote-line-3: ଐତିହ୍ୟର ସାକ୍ଷୀ — [75, 375, 109, 381]
left-story-headline-2: ବ୍ୟାଙ୍କର ପ୍ରଗତିରେ ୫% ଗ୍ରୋଥ — [6, 62, 131, 72]
health-headline-2: ଜିଏସଟି ମୁକ୍ତ ହେବ — [40, 466, 92, 474]
brief-headline: ଅନଲାଇନ ସୁନା କିଣାରେ ବୃଦ୍ଧି — [10, 202, 90, 210]
left-story-byline: ● ମୁମ୍ବାଇ, ୨୨/୨ — [6, 76, 36, 80]
left-story-headline-1: ଏଚଡିଏଫସି ଓ କୋଟାକ — [10, 50, 91, 60]
lighthouse-byline: ● ଭୁବନେଶ୍ୱର, ୨୨/୨ — [6, 282, 48, 286]
masthead — [0, 0, 500, 46]
lead-text-col1: ● ନୂଆଦିଲ୍ଲୀ, ୨୨/୨ ଦେଶରେ ଖାଦ୍ୟଶସ୍ୟ ଉତ୍ପାଦନ ନୂଆ ରେକର୍ଡ ସୃଷ୍ଟି କରିଛି ବୋଲି କେନ୍ଦ୍ର କୃଷି ମନ୍ତ୍ରୀ କହିଛନ୍ତି । ଚଳିତ ବର୍ଷ ଖରିଫ ଓ ରବି ଋତୁରେ ଚାଷୀମାନେ ଉନ୍ନତ ବିହନ ଓ ଆଧୁନିକ ପ୍ରଯୁକ୍ତି ବ୍ୟବହାର କରି ଅଧିକ ଉତ୍ପାଦନ କରିଛନ୍ତି । ସରକାର ଚାଷୀଙ୍କ ଆୟ ବୃଦ୍ଧି ପାଇଁ ବିଭିନ୍ନ ଯୋଜନା କାର୍ଯ୍ୟକାରୀ କରୁଛନ୍ତି ଏବଂ ଜଳସେଚନ ସୁବିଧା ସମ୍ପ୍ରସାରଣ ଉପରେ ଗୁରୁତ୍ୱ ଦେଉଛନ୍ତି । ଏହା ସହ ବଜାର ବ୍ୟବସ୍ଥା ସୁଦୃଢ଼ କରିବା ପାଇଁ ନୂଆ ପଦକ୍ଷେପ ନିଆଯାଉଛି । ରାଜ୍ୟ ସରକାରଙ୍କ ସହଯୋଗରେ ମୃତ୍ତିକା ପରୀକ୍ଷା, ଫସଲ ବୀମା ଓ ସହଜ ଋଣ ସୁବିଧା ଚାଷୀଙ୍କ ପାଖରେ ପହଞ୍ଚାଇବା ଲକ୍ଷ୍ୟ ରଖାଯାଇଛି । ବିଶେଷଜ୍ଞଙ୍କ ମତରେ ଆଗାମୀ ଦିନରେ ଡାଲି ଓ ତୈଳବୀଜ ଉତ୍ପାଦନ ବୃଦ୍ଧି ଦେଶକୁ ଆତ୍ମନିର୍ଭର କରିବ । ଦେଶରେ ଖାଦ୍ୟଶସ୍ୟ ଉତ୍ପାଦନ ନୂଆ ରେକର୍ଡ ସୃଷ୍ଟି କରିଛି ବୋଲି କେନ୍ଦ୍ର କୃଷି ମନ୍ତ୍ରୀ କହିଛନ୍ତି । ଚଳିତ ବର୍ଷ ଖରିଫ ଓ ରବି ଋତୁରେ ଚାଷୀମାନେ ଉନ୍ନତ ବିହନ ଓ ଆଧୁନିକ ପ୍ରଯୁକ୍ତି ବ୍ୟବହାର କରି ଅଧିକ ଉତ୍ପାଦନ କରିଛନ୍ତି । ସରକାର ଚାଷୀଙ୍କ ଆୟ ବୃଦ୍ଧି ପାଇଁ ବିଭିନ୍ନ ଯୋଜନା କାର୍ଯ୍ୟକାରୀ କରୁଛନ୍ତି ଏବଂ ଜଳସେଚନ ସୁବିଧା ସମ୍ପ୍ରସାରଣ ଉପରେ ଗୁରୁତ୍ୱ ଦେଉଛନ୍ତି । ଏହା ସହ ବଜାର ବ୍ୟବସ୍ଥା ସୁଦୃଢ଼ କରିବା ପାଇଁ ନୂଆ ପଦକ୍ଷେପ ନିଆଯାଉଛି । ରାଜ୍ୟ ସରକାରଙ୍କ ସହଯୋଗରେ ମୃତ୍ତିକା ପରୀକ୍ଷା, ଫସଲ ବୀମା ଓ ସହଜ ଋଣ ସୁବିଧା ଚାଷୀଙ୍କ ପାଖରେ ପହଞ୍ଚାଇବା ଲକ୍ଷ୍ୟ ରଖାଯାଇଛି । ବିଶେଷଜ୍ଞଙ୍କ ମତରେ ଆଗାମୀ ଦିନରେ ଡାଲି ଓ ତୈଳବୀଜ ଉତ୍ପାଦନ ବୃଦ୍ଧି ଦେଶକୁ ଆତ୍ମନିର୍ଭର କରିବ । ଦେଶରେ ଖାଦ୍ୟଶସ୍ୟ ଉତ୍ପାଦନ ନୂଆ ରେକର୍ଡ ସୃଷ୍ଟି କରିଛି ବୋଲି କେନ୍ଦ୍ର କୃଷି ମନ୍ତ୍ରୀ କହିଛନ୍ତି । ଚଳିତ ବର୍ଷ ଖରିଫ ଓ ରବି ଋତୁରେ ଚାଷୀମାନେ ଉନ୍ନତ ବିହନ ଓ ଆଧୁନିକ ପ୍ରଯୁକ୍ତି ବ୍ୟବହାର କରି ଅଧିକ ଉତ୍ପାଦନ କରିଛନ୍ତି । ସରକାର ଚାଷୀଙ୍କ ଆୟ ବୃଦ୍ଧି ପାଇଁ ବିଭିନ୍ନ ଯୋଜନା କାର୍ଯ୍ୟକାରୀ କରୁଛନ୍ତି ଏବଂ ଜଳସେଚନ ସୁବିଧା ସମ୍ପ୍ରସାରଣ ଉପରେ ଗୁରୁତ୍ୱ ଦେଉଛନ୍ତି । ଏହା ସହ ବଜାର ବ୍ୟବସ୍ଥା ସୁଦୃଢ଼ କରିବା ପାଇଁ ନୂଆ — [142, 82, 204, 254]
lighthouse-text-col1: ● ଭୁବନେଶ୍ୱର, ୨୨/୨ ଦେଶରେ ଖାଦ୍ୟଶସ୍ୟ ଉତ୍ପାଦନ ନୂଆ ରେକର୍ଡ ସୃଷ୍ଟି କରିଛି ବୋଲି କେନ୍ଦ୍ର କୃଷି ମନ୍ତ୍ରୀ କହିଛନ୍ତି । ଚଳିତ ବର୍ଷ ଖରିଫ ଓ ରବି ଋତୁରେ ଚାଷୀମାନେ ଉନ୍ନତ ବିହନ ଓ ଆଧୁନିକ ପ୍ରଯୁକ୍ତି ବ୍ୟବହାର କରି ଅଧିକ ଉତ୍ପାଦନ କରିଛନ୍ତି । ସରକାର ଚାଷୀଙ୍କ ଆୟ ବୃଦ୍ଧି ପାଇଁ ବିଭିନ୍ନ ଯୋଜନା କାର୍ଯ୍ୟକାରୀ କରୁଛନ୍ତି ଏବଂ ଜଳସେଚନ ସୁବିଧା ସମ୍ପ୍ରସାରଣ ଉପରେ ଗୁରୁତ୍ୱ ଦେଉଛନ୍ତି । ଏହା ସହ ବଜାର ବ୍ୟବସ୍ଥା ସୁଦୃଢ଼ କରିବା ପାଇଁ ନୂଆ ପଦକ୍ଷେପ ନିଆଯାଉଛି । ରାଜ୍ୟ ସରକାରଙ୍କ ସହଯୋଗରେ ମୃତ୍ତିକା ପରୀକ୍ଷା, ଫସଲ ବୀମା ଓ ସହଜ ଋଣ ସୁବିଧା ଚାଷୀଙ୍କ ପାଖରେ ପହଞ୍ଚାଇବା ଲକ୍ଷ୍ୟ ରଖାଯାଇଛି । ବିଶେଷଜ୍ଞଙ୍କ ମତରେ ଆଗାମୀ ଦିନରେ ଡାଲି ଓ ତୈଳବୀଜ ଉତ୍ପାଦନ ବୃଦ୍ଧି ଦେଶକୁ ଆତ୍ମନିର୍ଭର କରିବ । ଦେଶରେ ଖାଦ୍ୟଶସ୍ୟ ଉତ୍ପାଦନ ନୂଆ ରେକର୍ଡ ସୃଷ୍ଟି କରିଛି ବୋଲି କେନ୍ଦ୍ର କୃଷି ମନ୍ତ୍ରୀ କହିଛନ୍ତି । ଚଳିତ ବର୍ଷ ଖରିଫ ଓ ରବି ଋତୁରେ ଚାଷୀମାନେ ଉନ୍ନତ ବିହନ ଓ ଆଧୁନିକ ପ୍ରଯୁକ୍ତି ବ୍ୟବହାର କରି ଅଧିକ ଉତ୍ପାଦନ କରିଛନ୍ତି । ସରକାର ଚାଷୀଙ୍କ ଆୟ ବୃଦ୍ଧି ପାଇଁ ବିଭିନ୍ନ ଯୋଜନା କାର୍ଯ୍ୟକାରୀ କରୁଛନ୍ତି ଏବଂ ଜଳସେଚନ ସୁବିଧା ସମ୍ପ୍ରସାରଣ ଉପରେ ଗୁରୁତ୍ୱ ଦେଉଛନ୍ତି । ଏହା ସହ ବଜାର ବ୍ୟବସ୍ଥା ସୁଦୃଢ଼ କରିବା ପାଇଁ ନୂଆ ପଦକ୍ଷେପ ନିଆଯାଉଛି । ରାଜ୍ୟ ସରକାରଙ୍କ ସହଯୋଗରେ ମୃତ୍ତିକା ପରୀକ୍ଷା, ଫସଲ ବୀମା ଓ ସହଜ ଋଣ ସୁବିଧା ଚାଷୀଙ୍କ ପାଖରେ ପହଞ୍ଚାଇବା ଲକ୍ଷ୍ୟ ରଖାଯାଇଛି । ବିଶେଷଜ୍ଞଙ୍କ ମତରେ ଆଗାମୀ ଦିନରେ ଡାଲି ଓ ତୈଳବୀଜ ଉତ୍ପାଦନ ବୃଦ୍ଧି ଦେଶକୁ ଆତ୍ମନିର୍ଭର କରିବ । ଦେଶରେ ଖାଦ୍ୟଶସ୍ୟ ଉତ୍ପାଦନ ନୂଆ ରେକର୍ଡ ସୃଷ୍ଟି କରିଛି ବୋଲି କେନ୍ଦ୍ର କୃଷି ମନ୍ତ୍ରୀ କହିଛନ୍ତି । ଚଳିତ ବର୍ଷ ଖରିଫ ଓ ରବି ଋତୁରେ ଚାଷୀମାନେ ଉନ୍ନତ ବିହନ ଓ ଆଧୁନିକ ପ୍ରଯୁକ୍ତି ବ୍ୟବହାର କରି ଅଧିକ ଉତ୍ପାଦନ କରିଛନ୍ତି । — [6, 282, 64, 450]
education-text-col1: ଦେଶରେ ଖାଦ୍ୟଶସ୍ୟ ଉତ୍ପାଦନ ନୂଆ ରେକର୍ଡ ସୃଷ୍ଟି କରିଛି ବୋଲି କେନ୍ଦ୍ର କୃଷି ମନ୍ତ୍ରୀ କହିଛନ୍ତି । ଚଳିତ ବର୍ଷ ଖରିଫ ଓ ରବି ଋତୁରେ ଚାଷୀମାନେ ଉନ୍ନତ ବିହନ ଓ ଆଧୁନିକ ପ୍ରଯୁକ୍ତି ବ୍ୟବହାର କରି ଅଧିକ ଉତ୍ପାଦନ କରିଛନ୍ତି । ସରକାର ଚାଷୀଙ୍କ ଆୟ ବୃଦ୍ଧି ପାଇଁ ବିଭିନ୍ନ ଯୋଜନା କାର୍ଯ୍ୟକାରୀ କରୁଛନ୍ତି ଏବଂ ଜଳସେଚନ ସୁବିଧା ସମ୍ପ୍ରସାରଣ ଉପରେ ଗୁରୁତ୍ୱ ଦେଉଛନ୍ତି । ଏହା ସହ ବଜାର ବ୍ୟବସ୍ଥା ସୁଦୃଢ଼ କରିବା ପାଇଁ ନୂଆ ପଦକ୍ଷେପ ନିଆଯାଉଛି । ରାଜ୍ୟ ସରକାରଙ୍କ ସହଯୋଗରେ ମୃତ୍ତିକା ପରୀକ୍ଷା, ଫସଲ ବୀମା ଓ ସହଜ ଋଣ ସୁବିଧା ଚାଷୀଙ୍କ ପାଖରେ ପହଞ୍ଚାଇବା ଲକ୍ଷ୍ୟ ରଖାଯାଇଛି । ବିଶେଷଜ୍ଞଙ୍କ ମତରେ ଆଗାମୀ ଦିନରେ ଡାଲି ଓ ତୈଳବୀଜ ଉତ୍ପାଦନ ବୃଦ୍ଧି ଦେଶକୁ ଆତ୍ମନିର୍ଭର କରିବ । ଦେଶରେ ଖାଦ୍ୟଶସ୍ୟ ଉତ୍ପାଦନ ନୂଆ ରେକର୍ଡ ସୃଷ୍ଟି କରିଛି ବୋଲି କେନ୍ଦ୍ର କୃଷି ମନ୍ତ୍ରୀ କହିଛନ୍ତି । ଚଳିତ ବର୍ଷ ଖରିଫ ଓ ରବି ଋତୁରେ ଚାଷୀମାନେ ଉନ୍ନତ ବିହନ ଓ ଆଧୁନିକ ପ୍ରଯୁକ୍ତି ବ୍ୟବହାର କରି ଅଧିକ ଉତ୍ପାଦନ କରିଛନ୍ତି । ସରକାର ଚାଷୀଙ୍କ ଆୟ ବୃଦ୍ଧି ପାଇଁ ବିଭିନ୍ନ ଯୋଜନା କାର୍ଯ୍ୟକାରୀ କରୁଛନ୍ତି ଏବଂ ଜଳସେଚନ ସୁବିଧା ସମ୍ପ୍ରସାରଣ ଉପରେ ଗୁରୁତ୍ୱ ଦେଉଛନ୍ତି । ଏହା ସହ ବଜାର ବ୍ୟବସ୍ଥା ସୁଦୃଢ଼ କରିବା ପାଇଁ ନୂଆ ପଦକ୍ଷେପ ନିଆଯାଉଛି । ରାଜ୍ୟ ସରକାରଙ୍କ ସହଯୋଗରେ ମୃତ୍ତିକା ପରୀକ୍ଷା, ଫସଲ ବୀମା ଓ ସହଜ ଋଣ ସୁବିଧା ଚାଷୀଙ୍କ ପାଖରେ ପହଞ୍ଚାଇବା ଲକ୍ଷ୍ୟ ରଖାଯାଇଛି । ବିଶେଷଜ୍ଞଙ୍କ ମତରେ ଆଗାମୀ ଦିନରେ ଡାଲି ଓ ତୈଳବୀଜ ଉତ୍ପାଦନ ବୃଦ୍ଧି ଦେଶକୁ ଆତ୍ମନିର୍ଭର କରିବ । ଦେଶରେ ଖାଦ୍ୟଶସ୍ୟ ଉତ୍ପାଦନ ନୂଆ ରେକର୍ଡ ସୃଷ୍ଟି କରିଛି ବୋଲି କେନ୍ଦ୍ର କୃଷି ମନ୍ତ୍ରୀ କହିଛନ୍ତି । ଚଳିତ ବର୍ଷ ଖରିଫ ଓ ରବି ଋତୁରେ ଚାଷୀମାନେ ଉନ୍ନତ ବିହନ ଓ ଆଧୁନିକ ପ୍ରଯୁକ୍ତି ବ୍ୟବହାର କରି ଅଧିକ ଉତ୍ପାଦନ କରିଛନ୍ତି । ସରକାର ଚାଷୀଙ୍କ ଆୟ ବୃଦ୍ଧି ପାଇଁ ବିଭିନ୍ନ ଯୋଜନା କାର୍ଯ୍ୟକାରୀ କରୁଛନ୍ତି ଏବଂ ଜଳସେଚନ ସୁବିଧା ସମ୍ପ୍ରସାରଣ ଉପରେ ଗୁରୁତ୍ୱ ଦେଉଛନ୍ତି । ଏହା ସହ ବଜାର ବ୍ୟବସ୍ଥା ସୁଦୃଢ଼ କରିବା ପାଇଁ ନୂଆ ପଦକ୍ଷେପ ନିଆଯାଉଛି । ରାଜ୍ୟ ସରକାରଙ୍କ ସହଯୋଗରେ ମୃତ୍ତିକା ପରୀକ୍ଷା, ଫସଲ ବୀମା ଓ ସହଜ ଋଣ ସୁବିଧା ଚାଷୀଙ୍କ ପାଖରେ ପହଞ୍ଚାଇବା ଲକ୍ଷ୍ୟ ରଖାଯାଇଛି । ବିଶେଷଜ୍ଞଙ୍କ ମତରେ ଆଗାମୀ ଦିନରେ ଡାଲି ଓ ତୈଳବୀଜ ଉତ୍ପାଦନ ବୃଦ୍ଧି ଦେଶକୁ ଆତ୍ମନିର୍ଭର କରିବ । ଦେଶରେ ଖାଦ୍ୟଶସ୍ୟ ଉତ୍ପାଦନ ନୂଆ ରେକର୍ଡ ସୃଷ୍ଟି କରିଛି ବୋଲି କେନ୍ଦ୍ର କୃଷି ମନ୍ତ୍ରୀ କହିଛନ୍ତି । ଚଳିତ ବର୍ଷ ଖରିଫ ଓ ରବି ଋତୁରେ ଚାଷୀମାନେ ଉନ୍ନତ ବିହନ ଓ ଆଧୁନିକ ପ୍ରଯୁକ୍ତି ବ୍ୟବହାର କରି ଅଧିକ ଉତ୍ପାଦନ କରିଛନ୍ତି । ସରକାର ଚାଷୀଙ୍କ ଆୟ ବୃଦ୍ଧି ପାଇଁ ବିଭିନ୍ନ ଯୋଜନା କାର୍ଯ୍ୟକାରୀ କରୁଛନ୍ତି ଏବଂ ଜଳସେଚନ ସୁବିଧା ସମ୍ପ୍ରସାରଣ ଉପରେ ଗୁରୁତ୍ୱ ଦେଉଛନ୍ତି । ଏହା ସହ ବଜାର ବ୍ୟବସ୍ଥା ସୁଦୃଢ଼ କରିବା ପାଇଁ ନୂଆ ପଦକ୍ଷେପ ନିଆଯାଉଛି । ରାଜ୍ୟ ସରକାରଙ୍କ ସହଯୋଗରେ ମୃତ୍ତିକା ପରୀକ୍ଷା, ଫସଲ ବୀମା ଓ ସହଜ ଋଣ ସୁବିଧା ଚାଷୀଙ୍କ ପାଖରେ ପହଞ୍ଚାଇବା ଲକ୍ଷ୍ୟ ରଖାଯାଇଛି । ବିଶେଷଜ୍ଞଙ୍କ ମତରେ ଆଗାମୀ ଦିନରେ ଡାଲି ଓ ତୈଳବୀଜ ଉତ୍ପାଦନ ବୃଦ୍ଧି ଦେଶକୁ ଆତ୍ମନିର୍ଭର କରିବ । ଦେଶରେ ଖାଦ୍ୟଶସ୍ୟ ଉତ୍ପାଦନ ନୂଆ ରେକର୍ଡ ସୃଷ୍ଟି କରିଛି ବୋଲି କେନ୍ଦ୍ର କୃଷି ମନ୍ତ୍ରୀ କହିଛନ୍ତି । ଚଳିତ ବର୍ଷ ଖରିଫ ଓ ରବି ଋତୁରେ ଚାଷୀମାନେ ଉନ୍ନତ ବିହନ ଓ ଆଧୁନିକ ପ୍ରଯୁକ୍ତି ବ୍ୟବହାର କରି ଅଧିକ — [160, 508, 224, 782]
left-story-text: ● ମୁମ୍ବାଇ, ୨୨/୨ ଦେଶରେ ଖାଦ୍ୟଶସ୍ୟ ଉତ୍ପାଦନ ନୂଆ ରେକର୍ଡ ସୃଷ୍ଟି କରିଛି ବୋଲି କେନ୍ଦ୍ର କୃଷି ମନ୍ତ୍ରୀ କହିଛନ୍ତି । ଚଳିତ ବର୍ଷ ଖରିଫ ଓ ରବି ଋତୁରେ ଚାଷୀମାନେ ଉନ୍ନତ ବିହନ ଓ ଆଧୁନିକ ପ୍ରଯୁକ୍ତି ବ୍ୟବହାର କରି ଅଧିକ ଉତ୍ପାଦନ କରିଛନ୍ତି । ସରକାର ଚାଷୀଙ୍କ ଆୟ ବୃଦ୍ଧି ପାଇଁ ବିଭିନ୍ନ ଯୋଜନା କାର୍ଯ୍ୟକାରୀ କରୁଛନ୍ତି ଏବଂ ଜଳସେଚନ ସୁବିଧା ସମ୍ପ୍ରସାରଣ ଉପରେ ଗୁରୁତ୍ୱ ଦେଉଛନ୍ତି । ଏହା ସହ ବଜାର ବ୍ୟବସ୍ଥା ସୁଦୃଢ଼ କରିବା ପାଇଁ ନୂଆ ପଦକ୍ଷେପ ନିଆଯାଉଛି । ରାଜ୍ୟ ସରକାରଙ୍କ ସହଯୋଗରେ ମୃତ୍ତିକା ପରୀକ୍ଷା, ଫସଲ ବୀମା ଓ ସହଜ ଋଣ ସୁବିଧା ଚାଷୀଙ୍କ ପାଖରେ ପହଞ୍ଚାଇବା ଲକ୍ଷ୍ୟ ରଖାଯାଇଛି । ବିଶେଷଜ୍ଞଙ୍କ ମତରେ ଆଗାମୀ ଦିନରେ ଡାଲି ଓ ତୈଳବୀଜ ଉତ୍ପାଦନ ବୃଦ୍ଧି ଦେଶକୁ ଆତ୍ମନିର୍ଭର କରିବ । ଦେଶରେ ଖାଦ୍ୟଶସ୍ୟ ଉତ୍ପାଦନ ନୂଆ ରେକର୍ଡ ସୃଷ୍ଟି କରିଛି ବୋଲି କେନ୍ଦ୍ର କୃଷି ମନ୍ତ୍ରୀ କହିଛନ୍ତି । ଚଳିତ ବର୍ଷ ଖରିଫ ଓ ରବି ଋତୁରେ ଚାଷୀମାନେ ଉନ୍ନତ ବିହନ ଓ ଆଧୁନିକ ପ୍ରଯୁକ୍ତି ବ୍ୟବହାର କରି ଅଧିକ ଉତ୍ପାଦନ କରିଛନ୍ତି । ସରକାର ଚାଷୀଙ୍କ ଆୟ ବୃଦ୍ଧି ପାଇଁ ବିଭିନ୍ନ ଯୋଜନା କାର୍ଯ୍ୟକାରୀ କରୁଛନ୍ତି ଏବଂ ଜଳସେଚନ ସୁବିଧା ସମ୍ପ୍ରସାରଣ ଉପରେ ଗୁରୁତ୍ୱ ଦେଉଛନ୍ତି । ଏହା ସହ ବଜାର ବ୍ୟବସ୍ଥା ସୁଦୃଢ଼ କରିବା ପାଇଁ ନୂଆ ପଦକ୍ଷେପ ନିଆଯାଉଛି । ରାଜ୍ୟ ସରକାରଙ୍କ ସହଯୋଗରେ ମୃତ୍ତିକା ପରୀକ୍ଷା, ଫସଲ ବୀମା ଓ ସହଜ ଋଣ ସୁବିଧା ଚାଷୀଙ୍କ ପାଖରେ ପହଞ୍ଚାଇବା — [6, 76, 68, 197]
author-name: ଡ. ଅଜୟ କୁମାର ସାହୁ — [182, 492, 218, 497]
quote-line-5: ଆବଶ୍ୟକ : ସର୍ବାନନ୍ଦ — [75, 391, 120, 397]
education-text-col5: ଦେଶରେ ଖାଦ୍ୟଶସ୍ୟ ଉତ୍ପାଦନ ନୂଆ ରେକର୍ଡ ସୃଷ୍ଟି କରିଛି ବୋଲି କେନ୍ଦ୍ର କୃଷି ମନ୍ତ୍ରୀ କହିଛନ୍ତି । ଚଳିତ ବର୍ଷ ଖରିଫ ଓ ରବି ଋତୁରେ ଚାଷୀମାନେ ଉନ୍ନତ ବିହନ ଓ ଆଧୁନିକ ପ୍ରଯୁକ୍ତି ବ୍ୟବହାର କରି ଅଧିକ ଉତ୍ପାଦନ କରିଛନ୍ତି । ସରକାର ଚାଷୀଙ୍କ ଆୟ ବୃଦ୍ଧି ପାଇଁ ବିଭିନ୍ନ ଯୋଜନା କାର୍ଯ୍ୟକାରୀ କରୁଛନ୍ତି ଏବଂ ଜଳସେଚନ ସୁବିଧା ସମ୍ପ୍ରସାରଣ ଉପରେ ଗୁରୁତ୍ୱ ଦେଉଛନ୍ତି । ଏହା ସହ ବଜାର ବ୍ୟବସ୍ଥା ସୁଦୃଢ଼ କରିବା ପାଇଁ ନୂଆ ପଦକ୍ଷେପ ନିଆଯାଉଛି । ରାଜ୍ୟ ସରକାରଙ୍କ ସହଯୋଗରେ ମୃତ୍ତିକା ପରୀକ୍ଷା, ଫସଲ ବୀମା ଓ ସହଜ ଋଣ ସୁବିଧା ଚାଷୀଙ୍କ ପାଖରେ ପହଞ୍ଚାଇବା ଲକ୍ଷ୍ୟ ରଖାଯାଇଛି । ବିଶେଷଜ୍ଞଙ୍କ ମତରେ ଆଗାମୀ ଦିନରେ ଡାଲି ଓ ତୈଳବୀଜ ଉତ୍ପାଦନ ବୃଦ୍ଧି ଦେଶକୁ ଆତ୍ମନିର୍ଭର କରିବ । ଦେଶରେ ଖାଦ୍ୟଶସ୍ୟ ଉତ୍ପାଦନ ନୂଆ ରେକର୍ଡ ସୃଷ୍ଟି କରିଛି ବୋଲି କେନ୍ଦ୍ର କୃଷି ମନ୍ତ୍ରୀ କହିଛନ୍ତି । ଚଳିତ ବର୍ଷ ଖରିଫ ଓ ରବି ଋତୁରେ ଚାଷୀମାନେ ଉନ୍ନତ ବିହନ ଓ ଆଧୁନିକ ପ୍ରଯୁକ୍ତି ବ୍ୟବହାର କରି ଅଧିକ ଉତ୍ପାଦନ କରିଛନ୍ତି । ସରକାର ଚାଷୀଙ୍କ ଆୟ ବୃଦ୍ଧି ପାଇଁ ବିଭିନ୍ନ ଯୋଜନା କାର୍ଯ୍ୟକାରୀ କରୁଛନ୍ତି ଏବଂ ଜଳସେଚନ ସୁବିଧା ସମ୍ପ୍ରସାରଣ ଉପରେ ଗୁରୁତ୍ୱ ଦେଉଛନ୍ତି । ଏହା ସହ ବଜାର ବ୍ୟବସ୍ଥା ସୁଦୃଢ଼ କରିବା ପାଇଁ ନୂଆ ପଦକ୍ଷେପ ନିଆଯାଉଛି । ରାଜ୍ୟ ସରକାରଙ୍କ ସହଯୋଗରେ ମୃତ୍ତିକା ପରୀକ୍ଷା, ଫସଲ ବୀମା ଓ ସହଜ ଋଣ ସୁବିଧା ଚାଷୀଙ୍କ ପାଖରେ ପହଞ୍ଚାଇବା ଲକ୍ଷ୍ୟ ରଖାଯାଇଛି । ବିଶେଷଜ୍ଞଙ୍କ ମତରେ ଆଗାମୀ ଦିନରେ ଡାଲି ଓ ତୈଳବୀଜ ଉତ୍ପାଦନ ବୃଦ୍ଧି ଦେଶକୁ ଆତ୍ମନିର୍ଭର କରିବ । ଦେଶରେ ଖାଦ୍ୟଶସ୍ୟ ଉତ୍ପାଦନ ନୂଆ ରେକର୍ଡ ସୃଷ୍ଟି କରିଛି ବୋଲି କେନ୍ଦ୍ର କୃଷି ମନ୍ତ୍ରୀ କହିଛନ୍ତି । ଚଳିତ ବର୍ଷ ଖରିଫ ଓ ରବି ଋତୁରେ ଚାଷୀମାନେ ଉନ୍ନତ ବିହନ ଓ ଆଧୁନିକ ପ୍ରଯୁକ୍ତି ବ୍ୟବହାର କରି ଅଧିକ ଉତ୍ପାଦନ କରିଛନ୍ତି । ସରକାର ଚାଷୀଙ୍କ ଆୟ ବୃଦ୍ଧି ପାଇଁ ବିଭିନ୍ନ ଯୋଜନା କାର୍ଯ୍ୟକାରୀ କରୁଛନ୍ତି ଏବଂ ଜଳସେଚନ ସୁବିଧା ସମ୍ପ୍ରସାରଣ ଉପରେ ଗୁରୁତ୍ୱ ଦେଉଛନ୍ତି । ଏହା ସହ ବଜାର ବ୍ୟବସ୍ଥା ସୁଦୃଢ଼ କରିବା ପାଇଁ ନୂଆ ପଦକ୍ଷେପ ନିଆଯାଉଛି । ରାଜ୍ୟ ସରକାରଙ୍କ ସହଯୋଗରେ ମୃତ୍ତିକା ପରୀକ୍ଷା, ଫସଲ ବୀମା ଓ ସହଜ ଋଣ ସୁବିଧା ଚାଷୀଙ୍କ ପାଖରେ ପହଞ୍ଚାଇବା ଲକ୍ଷ୍ୟ ରଖାଯାଇଛି । ବିଶେଷଜ୍ଞଙ୍କ ମତରେ ଆଗାମୀ ଦିନରେ ଡାଲି ଓ ତୈଳବୀଜ ଉତ୍ପାଦନ ବୃଦ୍ଧି ଦେଶକୁ ଆତ୍ମନିର୍ଭର କରିବ । ଦେଶରେ ଖାଦ୍ୟଶସ୍ୟ ଉତ୍ପାଦନ ନୂଆ ରେକର୍ଡ ସୃଷ୍ଟି କରିଛି ବୋଲି କେନ୍ଦ୍ର କୃଷି ମନ୍ତ୍ରୀ କହିଛନ୍ତି । ଚଳିତ ବର୍ଷ ଖରିଫ ଓ ରବି ଋତୁରେ ଚାଷୀମାନେ ଉନ୍ନତ ବିହନ ଓ ଆଧୁନିକ ପ୍ରଯୁକ୍ତି ବ୍ୟବହାର କରି ଅଧିକ ଉତ୍ପାଦନ କରିଛନ୍ତି । ସରକାର ଚାଷୀଙ୍କ ଆୟ ବୃଦ୍ଧି ପାଇଁ ବିଭିନ୍ନ ଯୋଜନା କାର୍ଯ୍ୟକାରୀ କରୁଛନ୍ତି ଏବଂ ଜଳସେଚନ ସୁବିଧା ସମ୍ପ୍ରସାରଣ ଉପରେ ଗୁରୁତ୍ୱ ଦେଉଛନ୍ତି । ଏହା ସହ ବଜାର ବ୍ୟବସ୍ଥା ସୁଦୃଢ଼ କରିବା ପାଇଁ ନୂଆ ପଦକ୍ଷେପ ନିଆଯାଉଛି । ରାଜ୍ୟ ସରକାରଙ୍କ ସହଯୋଗରେ ମୃତ୍ତିକା ପରୀକ୍ଷା, ଫସଲ ବୀମା ଓ ସହଜ ଋଣ ସୁବିଧା ଚାଷୀଙ୍କ ପାଖରେ ପହଞ୍ଚାଇବା ଲକ୍ଷ୍ୟ ରଖାଯାଇଛି । ବିଶେଷଜ୍ଞଙ୍କ ମତରେ ଆଗାମୀ ଦିନରେ ଡାଲି ଓ ତୈଳବୀଜ ଉତ୍ପାଦନ ବୃଦ୍ଧି ଦେଶକୁ ଆତ୍ମନିର୍ଭର କରିବ । ଦେଶରେ ଖାଦ୍ୟଶସ୍ୟ ଉତ୍ପାଦନ ନୂଆ ରେକର୍ଡ ସୃଷ୍ଟି କରିଛି ବୋଲି କେନ୍ଦ୍ର କୃଷି ମନ୍ତ୍ରୀ କହିଛନ୍ତି । ଚଳିତ ବର୍ଷ ଖରିଫ ଓ ରବି ଋତୁରେ ଚାଷୀମାନେ — [436, 494, 496, 782]
temple-icon — [338, 8, 350, 24]
left-story-text-col2: ଦେଶରେ ଖାଦ୍ୟଶସ୍ୟ ଉତ୍ପାଦନ ନୂଆ ରେକର୍ଡ ସୃଷ୍ଟି କରିଛି ବୋଲି କେନ୍ଦ୍ର କୃଷି ମନ୍ତ୍ରୀ କହିଛନ୍ତି । ଚଳିତ ବର୍ଷ ଖରିଫ ଓ ରବି ଋତୁରେ ଚାଷୀମାନେ ଉନ୍ନତ ବିହନ ଓ ଆଧୁନିକ ପ୍ରଯୁକ୍ତି ବ୍ୟବହାର କରି ଅଧିକ ଉତ୍ପାଦନ କରିଛନ୍ତି । ସରକାର ଚାଷୀଙ୍କ ଆୟ ବୃଦ୍ଧି ପାଇଁ ବିଭିନ୍ନ ଯୋଜନା କାର୍ଯ୍ୟକାରୀ କରୁଛନ୍ତି ଏବଂ ଜଳସେଚନ ସୁବିଧା ସମ୍ପ୍ରସାରଣ ଉପରେ ଗୁରୁତ୍ୱ ଦେଉଛନ୍ତି । ଏହା ସହ ବଜାର ବ୍ୟବସ୍ଥା ସୁଦୃଢ଼ କରିବା ପାଇଁ ନୂଆ ପଦକ୍ଷେପ ନିଆଯାଉଛି । ରାଜ୍ୟ ସରକାରଙ୍କ ସହଯୋଗରେ ମୃତ୍ତିକା ପରୀକ୍ଷା, ଫସଲ ବୀମା ଓ ସହଜ ଋଣ ସୁବିଧା ଚାଷୀଙ୍କ ପାଖରେ ପହଞ୍ଚାଇବା ଲକ୍ଷ୍ୟ ରଖାଯାଇଛି । ବିଶେଷଜ୍ଞଙ୍କ ମତରେ ଆଗାମୀ ଦିନରେ ଡାଲି ଓ ତୈଳବୀଜ ଉତ୍ପାଦନ ବୃଦ୍ଧି ଦେଶକୁ ଆତ୍ମନିର୍ଭର କରିବ । ଦେଶରେ ଖାଦ୍ୟଶସ୍ୟ ଉତ୍ପାଦନ ନୂଆ ରେକର୍ଡ ସୃଷ୍ଟି କରିଛି ବୋଲି କେନ୍ଦ୍ର କୃଷି ମନ୍ତ୍ରୀ କହିଛନ୍ତି । ଚଳିତ ବର୍ଷ ଖରିଫ ଓ ରବି ଋତୁରେ ଚାଷୀମାନେ ଉନ୍ନତ ବିହନ ଓ ଆଧୁନିକ ପ୍ରଯୁକ୍ତି ବ୍ୟବହାର କରି ଅଧିକ ଉତ୍ପାଦନ କରିଛନ୍ତି । ସରକାର ଚାଷୀଙ୍କ ଆୟ ବୃଦ୍ଧି ପାଇଁ ବିଭିନ୍ନ ଯୋଜନା କାର୍ଯ୍ୟକାରୀ କରୁଛନ୍ତି ଏବଂ ଜଳସେଚନ ସୁବିଧା ସମ୍ପ୍ରସାରଣ ଉପରେ ଗୁରୁତ୍ୱ ଦେଉଛନ୍ତି । ଏହା ସହ ବଜାର ବ୍ୟବସ୍ଥା ସୁଦୃଢ଼ କରିବା ପାଇଁ ନୂଆ ପଦକ୍ଷେପ ନିଆଯାଉଛି । ରାଜ୍ୟ ସରକାରଙ୍କ ସହଯୋଗରେ ମୃତ୍ତିକା ପରୀକ୍ଷା, ଫସଲ ବୀମା ଓ ସହଜ ଋଣ ସୁବିଧା ଚାଷୀଙ୍କ ପାଖରେ ପହଞ୍ଚାଇବା ଲକ୍ଷ୍ୟ ରଖାଯାଇଛି । — [72, 76, 134, 197]
health-byline: ● ନୂଆଦିଲ୍ଲୀ, ୨୨/୨ — [6, 478, 36, 482]
msme-text-col1: ● ନୂଆଦିଲ୍ଲୀ, ୨୨/୨ ଦେଶରେ ଖାଦ୍ୟଶସ୍ୟ ଉତ୍ପାଦନ ନୂଆ ରେକର୍ଡ ସୃଷ୍ଟି କରିଛି ବୋଲି କେନ୍ଦ୍ର କୃଷି ମନ୍ତ୍ରୀ କହିଛନ୍ତି । ଚଳିତ ବର୍ଷ ଖରିଫ ଓ ରବି ଋତୁରେ ଚାଷୀମାନେ ଉନ୍ନତ ବିହନ ଓ ଆଧୁନିକ ପ୍ରଯୁକ୍ତି ବ୍ୟବହାର କରି ଅଧିକ ଉତ୍ପାଦନ କରିଛନ୍ତି । ସରକାର ଚାଷୀଙ୍କ ଆୟ ବୃଦ୍ଧି ପାଇଁ ବିଭିନ୍ନ ଯୋଜନା କାର୍ଯ୍ୟକାରୀ କରୁଛନ୍ତି ଏବଂ ଜଳସେଚନ ସୁବିଧା ସମ୍ପ୍ରସାରଣ ଉପରେ ଗୁରୁତ୍ୱ ଦେଉଛନ୍ତି । ଏହା ସହ ବଜାର ବ୍ୟବସ୍ଥା ସୁଦୃଢ଼ କରିବା ପାଇଁ ନୂଆ ପଦକ୍ଷେପ ନିଆଯାଉଛି । ରାଜ୍ୟ ସରକାରଙ୍କ ସହଯୋଗରେ ମୃତ୍ତିକା ପରୀକ୍ଷା, ଫସଲ ବୀମା ଓ ସହଜ ଋଣ ସୁବିଧା ଚାଷୀଙ୍କ ପାଖରେ ପହଞ୍ଚାଇବା ଲକ୍ଷ୍ୟ ରଖାଯାଇଛି । ବିଶେଷଜ୍ଞଙ୍କ ମତରେ ଆଗାମୀ ଦିନରେ ଡାଲି ଓ ତୈଳବୀଜ ଉତ୍ପାଦନ ବୃଦ୍ଧି ଦେଶକୁ ଆତ୍ମନିର୍ଭର କରିବ । ଦେଶରେ ଖାଦ୍ୟଶସ୍ୟ ଉତ୍ପାଦନ ନୂଆ ରେକର୍ଡ ସୃଷ୍ଟି କରିଛି ବୋଲି କେନ୍ଦ୍ର କୃଷି ମନ୍ତ୍ରୀ କହିଛନ୍ତି । ଚଳିତ ବର୍ଷ ଖରିଫ ଓ ରବି ଋତୁରେ ଚାଷୀମାନେ ଉନ୍ନତ ବିହନ ଓ ଆଧୁନିକ ପ୍ରଯୁକ୍ତି ବ୍ୟବହାର କରି ଅଧିକ ଉତ୍ପାଦନ କରିଛନ୍ତି । ସରକାର ଚାଷୀଙ୍କ ଆୟ ବୃଦ୍ଧି ପାଇଁ ବିଭିନ୍ନ ଯୋଜନା କାର୍ଯ୍ୟକାରୀ କରୁଛନ୍ତି ଏବଂ ଜଳସେଚନ ସୁବିଧା ସମ୍ପ୍ରସାରଣ ଉପରେ ଗୁରୁତ୍ୱ ଦେଉଛନ୍ତି । ଏହା ସହ ବଜାର ବ୍ୟବସ୍ଥା ସୁଦୃଢ଼ କରିବା ପାଇଁ ନୂଆ ପଦକ୍ଷେପ ନିଆଯାଉଛି । ରାଜ୍ୟ ସରକାରଙ୍କ ସହଯୋଗରେ ମୃତ୍ତିକା ପରୀକ୍ଷା, ଫସଲ ବୀମା ଓ ସହଜ ଋଣ ସୁବିଧା ଚାଷୀଙ୍କ ପାଖରେ ପହଞ୍ଚାଇବା ଲକ୍ଷ୍ୟ ରଖାଯାଇଛି । ବିଶେଷଜ୍ଞଙ୍କ ମତରେ ଆଗାମୀ ଦିନରେ ଡାଲି ଓ ତୈଳବୀଜ ଉତ୍ପାଦନ ବୃଦ୍ଧି ଦେଶକୁ ଆତ୍ମନିର୍ଭର କରିବ । ଦେଶରେ ଖାଦ୍ୟଶସ୍ୟ ଉତ୍ପାଦନ ନୂଆ ରେକର୍ଡ ସୃଷ୍ଟି କରିଛି ବୋଲି କେନ୍ଦ୍ର କୃଷି ମନ୍ତ୍ରୀ କହିଛନ୍ତି । ଚଳିତ ବର୍ଷ ଖରିଫ ଓ ରବି ଋତୁରେ ଚାଷୀମାନେ ଉନ୍ନତ ବିହନ ଓ ଆଧୁନିକ ପ୍ରଯୁକ୍ତି ବ୍ୟବହାର କରି — [312, 288, 370, 450]
lighthouse-headline: ଦେଶରେ ଲାଇଟ୍ ହାଉସ ପର୍ଯ୍ୟଟନର ଅପାର ସମ୍ଭାବନା ରହିଛି — [6, 262, 270, 276]
health-headline-1: ୫ ଲକ୍ଷ ଟଙ୍କା ପର୍ଯ୍ୟନ୍ତ ସ୍ୱାସ୍ଥ୍ୟବୀମା — [8, 456, 113, 464]
lighthouse-banner-text: Maritime Heritage of Bharat — [78, 284, 166, 290]
msme-text-col2: ଦେଶରେ ଖାଦ୍ୟଶସ୍ୟ ଉତ୍ପାଦନ ନୂଆ ରେକର୍ଡ ସୃଷ୍ଟି କରିଛି ବୋଲି କେନ୍ଦ୍ର କୃଷି ମନ୍ତ୍ରୀ କହିଛନ୍ତି । ଚଳିତ ବର୍ଷ ଖରିଫ ଓ ରବି ଋତୁରେ ଚାଷୀମାନେ ଉନ୍ନତ ବିହନ ଓ ଆଧୁନିକ ପ୍ରଯୁକ୍ତି ବ୍ୟବହାର କରି ଅଧିକ ଉତ୍ପାଦନ କରିଛନ୍ତି । ସରକାର ଚାଷୀଙ୍କ ଆୟ ବୃଦ୍ଧି ପାଇଁ ବିଭିନ୍ନ ଯୋଜନା କାର୍ଯ୍ୟକାରୀ କରୁଛନ୍ତି ଏବଂ ଜଳସେଚନ ସୁବିଧା ସମ୍ପ୍ରସାରଣ ଉପରେ ଗୁରୁତ୍ୱ ଦେଉଛନ୍ତି । ଏହା ସହ ବଜାର ବ୍ୟବସ୍ଥା ସୁଦୃଢ଼ କରିବା ପାଇଁ ନୂଆ ପଦକ୍ଷେପ ନିଆଯାଉଛି । ରାଜ୍ୟ ସରକାରଙ୍କ ସହଯୋଗରେ ମୃତ୍ତିକା ପରୀକ୍ଷା, ଫସଲ ବୀମା ଓ ସହଜ ଋଣ ସୁବିଧା ଚାଷୀଙ୍କ ପାଖରେ ପହଞ୍ଚାଇବା ଲକ୍ଷ୍ୟ ରଖାଯାଇଛି । ବିଶେଷଜ୍ଞଙ୍କ ମତରେ ଆଗାମୀ ଦିନରେ ଡାଲି ଓ ତୈଳବୀଜ ଉତ୍ପାଦନ ବୃଦ୍ଧି ଦେଶକୁ ଆତ୍ମନିର୍ଭର କରିବ । ଦେଶରେ ଖାଦ୍ୟଶସ୍ୟ ଉତ୍ପାଦନ ନୂଆ ରେକର୍ଡ ସୃଷ୍ଟି କରିଛି ବୋଲି କେନ୍ଦ୍ର କୃଷି ମନ୍ତ୍ରୀ କହିଛନ୍ତି । ଚଳିତ ବର୍ଷ ଖରିଫ ଓ ରବି ଋତୁରେ ଚାଷୀମାନେ ଉନ୍ନତ ବିହନ ଓ ଆଧୁନିକ ପ୍ରଯୁକ୍ତି ବ୍ୟବହାର କରି ଅଧିକ ଉତ୍ପାଦନ କରିଛନ୍ତି । ସରକାର ଚାଷୀଙ୍କ ଆୟ ବୃଦ୍ଧି ପାଇଁ ବିଭିନ୍ନ ଯୋଜନା କାର୍ଯ୍ୟକାରୀ କରୁଛନ୍ତି ଏବଂ ଜଳସେଚନ ସୁବିଧା ସମ୍ପ୍ରସାରଣ ଉପରେ ଗୁରୁତ୍ୱ ଦେଉଛନ୍ତି । ଏହା ସହ ବଜାର ବ୍ୟବସ୍ଥା ସୁଦୃଢ଼ କରିବା ପାଇଁ ନୂଆ ପଦକ୍ଷେପ ନିଆଯାଉଛି । ରାଜ୍ୟ ସରକାରଙ୍କ ସହଯୋଗରେ ମୃତ୍ତିକା ପରୀକ୍ଷା, ଫସଲ ବୀମା ଓ ସହଜ ଋଣ ସୁବିଧା ଚାଷୀଙ୍କ ପାଖରେ ପହଞ୍ଚାଇବା ଲକ୍ଷ୍ୟ ରଖାଯାଇଛି । ବିଶେଷଜ୍ଞଙ୍କ ମତରେ ଆଗାମୀ ଦିନରେ ଡାଲି ଓ ତୈଳବୀଜ ଉତ୍ପାଦନ ବୃଦ୍ଧି ଦେଶକୁ ଆତ୍ମନିର୍ଭର କରିବ । ଦେଶରେ ଖାଦ୍ୟଶସ୍ୟ ଉତ୍ପାଦନ ନୂଆ ରେକର୍ଡ ସୃଷ୍ଟି କରିଛି ବୋଲି କେନ୍ଦ୍ର କୃଷି ମନ୍ତ୍ରୀ କହିଛନ୍ତି । ଚଳିତ ବର୍ଷ ଖରିଫ ଓ ରବି ଋତୁରେ ଚାଷୀମାନେ ଉନ୍ନତ ବିହନ ଓ ଆଧୁନିକ ପ୍ରଯୁକ୍ତି ବ୍ୟବହାର କରି ଅଧିକ ଉତ୍ପାଦନ କରିଛନ୍ତି । — [375, 288, 433, 450]
lighthouse-text-col4: ଦେଶରେ ଖାଦ୍ୟଶସ୍ୟ ଉତ୍ପାଦନ ନୂଆ ରେକର୍ଡ ସୃଷ୍ଟି କରିଛି ବୋଲି କେନ୍ଦ୍ର କୃଷି ମନ୍ତ୍ରୀ କହିଛନ୍ତି । ଚଳିତ ବର୍ଷ ଖରିଫ ଓ ରବି ଋତୁରେ ଚାଷୀମାନେ ଉନ୍ନତ ବିହନ ଓ ଆଧୁନିକ ପ୍ରଯୁକ୍ତି ବ୍ୟବହାର କରି ଅଧିକ ଉତ୍ପାଦନ କରିଛନ୍ତି । ସରକାର ଚାଷୀଙ୍କ ଆୟ ବୃଦ୍ଧି ପାଇଁ ବିଭିନ୍ନ ଯୋଜନା କାର୍ଯ୍ୟକାରୀ କରୁଛନ୍ତି ଏବଂ ଜଳସେଚନ ସୁବିଧା ସମ୍ପ୍ରସାରଣ ଉପରେ ଗୁରୁତ୍ୱ ଦେଉଛନ୍ତି । ଏହା ସହ ବଜାର ବ୍ୟବସ୍ଥା ସୁଦୃଢ଼ କରିବା ପାଇଁ ନୂଆ ପଦକ୍ଷେପ ନିଆଯାଉଛି । ରାଜ୍ୟ ସରକାରଙ୍କ ସହଯୋଗରେ ମୃତ୍ତିକା ପରୀକ୍ଷା, ଫସଲ ବୀମା ଓ ସହଜ ଋଣ ସୁବିଧା ଚାଷୀଙ୍କ ପାଖରେ ପହଞ୍ଚାଇବା ଲକ୍ଷ୍ୟ ରଖାଯାଇଛି । ବିଶେଷଜ୍ଞଙ୍କ ମତରେ ଆଗାମୀ ଦିନରେ ଡାଲି ଓ ତୈଳବୀଜ ଉତ୍ପାଦନ ବୃଦ୍ଧି ଦେଶକୁ ଆତ୍ମନିର୍ଭର କରିବ । ଦେଶରେ ଖାଦ୍ୟଶସ୍ୟ ଉତ୍ପାଦନ ନୂଆ ରେକର୍ଡ ସୃଷ୍ଟି କରିଛି ବୋଲି କେନ୍ଦ୍ର କୃଷି ମନ୍ତ୍ରୀ କହିଛନ୍ତି । ଚଳିତ ବର୍ଷ ଖରିଫ ଓ ରବି ଋତୁରେ ଚାଷୀମାନେ ଉନ୍ନତ ବିହନ ଓ ଆଧୁନିକ ପ୍ରଯୁକ୍ତି ବ୍ୟବହାର କରି ଅଧିକ ଉତ୍ପାଦନ କରିଛନ୍ତି । ସରକାର ଚାଷୀଙ୍କ ଆୟ ବୃଦ୍ଧି ପାଇଁ ବିଭିନ୍ନ ଯୋଜନା କାର୍ଯ୍ୟକାରୀ କରୁଛନ୍ତି ଏବଂ ଜଳସେଚନ ସୁବିଧା ସମ୍ପ୍ରସାରଣ ଉପରେ ଗୁରୁତ୍ୱ ଦେଉଛନ୍ତି । ଏହା ସହ ବଜାର ବ୍ୟବସ୍ଥା ସୁଦୃଢ଼ କରିବା ପାଇଁ ନୂଆ ପଦକ୍ଷେପ ନିଆଯାଉଛି । ରାଜ୍ୟ ସରକାରଙ୍କ ସହଯୋଗରେ ମୃତ୍ତିକା ପରୀକ୍ଷା, ଫସଲ ବୀମା ଓ ସହଜ ଋଣ ସୁବିଧା ଚାଷୀଙ୍କ ପାଖରେ ପହଞ୍ଚାଇବା ଲକ୍ଷ୍ୟ ରଖାଯାଇଛି । ବିଶେଷଜ୍ଞଙ୍କ ମତରେ ଆଗାମୀ ଦିନରେ ଡାଲି ଓ ତୈଳବୀଜ ଉତ୍ପାଦନ ବୃଦ୍ଧି ଦେଶକୁ ଆତ୍ମନିର୍ଭର କରିବ । ଦେଶରେ ଖାଦ୍ୟଶସ୍ୟ ଉତ୍ପାଦନ ନୂଆ ରେକର୍ଡ ସୃଷ୍ଟି କରିଛି ବୋଲି କେନ୍ଦ୍ର କୃଷି ମନ୍ତ୍ରୀ କହିଛନ୍ତି । ଚଳିତ ବର୍ଷ ଖରିଫ ଓ ରବି ଋତୁରେ ଚାଷୀମାନେ ଉନ୍ନତ ବିହନ ଓ ଆଧୁନିକ ପ୍ରଯୁକ୍ତି ବ୍ୟବହାର କରି ଅଧିକ ଉତ୍ପାଦନ କରିଛନ୍ତି । ସରକାର ଚାଷୀଙ୍କ ଆୟ ବୃଦ୍ଧି ପାଇଁ ବିଭିନ୍ନ ଯୋଜନା କାର୍ଯ୍ୟକାରୀ କରୁଛନ୍ତି ଏବଂ — [245, 282, 305, 450]
lighthouse-text-col2: ଦେଶରେ ଖାଦ୍ୟଶସ୍ୟ ଉତ୍ପାଦନ ନୂଆ ରେକର୍ଡ ସୃଷ୍ଟି କରିଛି ବୋଲି କେନ୍ଦ୍ର କୃଷି ମନ୍ତ୍ରୀ କହିଛନ୍ତି । ଚଳିତ ବର୍ଷ ଖରିଫ ଓ ରବି ଋତୁରେ ଚାଷୀମାନେ ଉନ୍ନତ ବିହନ ଓ ଆଧୁନିକ ପ୍ରଯୁକ୍ତି ବ୍ୟବହାର କରି ଅଧିକ ଉତ୍ପାଦନ କରିଛନ୍ତି । ସରକାର ଚାଷୀଙ୍କ ଆୟ ବୃଦ୍ଧି ପାଇଁ ବିଭିନ୍ନ ଯୋଜନା କାର୍ଯ୍ୟକାରୀ କରୁଛନ୍ତି ଏବଂ ଜଳସେଚନ ସୁବିଧା ସମ୍ପ୍ରସାରଣ ଉପରେ ଗୁରୁତ୍ୱ ଦେଉଛନ୍ତି । ଏହା ସହ ବଜାର ବ୍ୟବସ୍ଥା ସୁଦୃଢ଼ କରିବା ପାଇଁ ନୂଆ ପଦକ୍ଷେପ ନିଆଯାଉଛି । ରାଜ୍ୟ ସରକାରଙ୍କ ସହଯୋଗରେ ମୃତ୍ତିକା ପରୀକ୍ଷା, ଫସଲ ବୀମା ଓ ସହଜ ଋଣ ସୁବିଧା ଚାଷୀଙ୍କ ପାଖରେ ପହଞ୍ଚାଇବା ଲକ୍ଷ୍ୟ ରଖାଯାଇଛି । ବିଶେଷଜ୍ଞଙ୍କ ମତରେ ଆଗାମୀ ଦିନରେ ଡାଲି ଓ ତୈଳବୀଜ ଉତ୍ପାଦନ ବୃଦ୍ଧି ଦେଶକୁ ଆତ୍ମନିର୍ଭର କରିବ । ଦେଶରେ ଖାଦ୍ୟଶସ୍ୟ ଉତ୍ପାଦନ ନୂଆ ରେକର୍ଡ ସୃଷ୍ଟି କରିଛି ବୋଲି କେନ୍ଦ୍ର କୃଷି ମନ୍ତ୍ରୀ କହିଛନ୍ତି । ଚଳିତ ବର୍ଷ ଖରିଫ ଓ ରବି ଋତୁରେ ଚାଷୀମାନେ ଉନ୍ନତ ବିହନ ଓ ଆଧୁନିକ ପ୍ରଯୁକ୍ତି ବ୍ୟବହାର କରି ଅଧିକ ଉତ୍ପାଦନ କରିଛନ୍ତି । ସରକାର ଚାଷୀଙ୍କ ଆୟ ବୃଦ୍ଧି ପାଇଁ ବିଭିନ୍ନ ଯୋଜନା କାର୍ଯ୍ୟକାରୀ କରୁଛନ୍ତି ଏବଂ ଜଳସେଚନ ସୁବିଧା ସମ୍ପ୍ରସାରଣ ଉପରେ ଗୁରୁତ୍ୱ ଦେଉଛନ୍ତି । ଏହା ସହ ବଜାର ବ୍ୟବସ୍ଥା ସୁଦୃଢ଼ କରିବା ପାଇଁ ନୂଆ ପଦକ୍ଷେପ — [168, 358, 240, 448]
page-number: ପୃଷ୍ଠା - ୧୧ — [469, 30, 491, 35]
msme-text-col3: ଦେଶରେ ଖାଦ୍ୟଶସ୍ୟ ଉତ୍ପାଦନ ନୂଆ ରେକର୍ଡ ସୃଷ୍ଟି କରିଛି ବୋଲି କେନ୍ଦ୍ର କୃଷି ମନ୍ତ୍ରୀ କହିଛନ୍ତି । ଚଳିତ ବର୍ଷ ଖରିଫ ଓ ରବି ଋତୁରେ ଚାଷୀମାନେ ଉନ୍ନତ ବିହନ ଓ ଆଧୁନିକ ପ୍ରଯୁକ୍ତି ବ୍ୟବହାର କରି ଅଧିକ ଉତ୍ପାଦନ କରିଛନ୍ତି । ସରକାର ଚାଷୀଙ୍କ ଆୟ ବୃଦ୍ଧି ପାଇଁ ବିଭିନ୍ନ ଯୋଜନା କାର୍ଯ୍ୟକାରୀ କରୁଛନ୍ତି ଏବଂ ଜଳସେଚନ ସୁବିଧା ସମ୍ପ୍ରସାରଣ ଉପରେ ଗୁରୁତ୍ୱ ଦେଉଛନ୍ତି । ଏହା ସହ ବଜାର ବ୍ୟବସ୍ଥା ସୁଦୃଢ଼ କରିବା ପାଇଁ ନୂଆ ପଦକ୍ଷେପ ନିଆଯାଉଛି । ରାଜ୍ୟ ସରକାରଙ୍କ ସହଯୋଗରେ ମୃତ୍ତିକା ପରୀକ୍ଷା, ଫସଲ ବୀମା ଓ ସହଜ ଋଣ ସୁବିଧା ଚାଷୀଙ୍କ ପାଖରେ ପହଞ୍ଚାଇବା ଲକ୍ଷ୍ୟ ରଖାଯାଇଛି । ବିଶେଷଜ୍ଞଙ୍କ ମତରେ ଆଗାମୀ ଦିନରେ ଡାଲି ଓ ତୈଳବୀଜ ଉତ୍ପାଦନ ବୃଦ୍ଧି ଦେଶକୁ ଆତ୍ମନିର୍ଭର କରିବ । ଦେଶରେ ଖାଦ୍ୟଶସ୍ୟ ଉତ୍ପାଦନ ନୂଆ ରେକର୍ଡ ସୃଷ୍ଟି କରିଛି ବୋଲି କେନ୍ଦ୍ର କୃଷି ମନ୍ତ୍ରୀ କହିଛନ୍ତି । ଚଳିତ ବର୍ଷ ଖରିଫ ଓ ରବି ଋତୁରେ ଚାଷୀମାନେ ଉନ୍ନତ ବିହନ ଓ ଆଧୁନିକ ପ୍ରଯୁକ୍ତି ବ୍ୟବହାର କରି ଅଧିକ ଉତ୍ପାଦନ କରିଛନ୍ତି । ସରକାର ଚାଷୀଙ୍କ ଆୟ ବୃଦ୍ଧି ପାଇଁ ବିଭିନ୍ନ ଯୋଜନା କାର୍ଯ୍ୟକାରୀ କରୁଛନ୍ତି ଏବଂ ଜଳସେଚନ ସୁବିଧା ସମ୍ପ୍ରସାରଣ ଉପରେ ଗୁରୁତ୍ୱ ଦେଉଛନ୍ତି । ଏହା ସହ ବଜାର ବ୍ୟବସ୍ଥା ସୁଦୃଢ଼ କରିବା ପାଇଁ ନୂଆ ପଦକ୍ଷେପ ନିଆଯାଉଛି । ରାଜ୍ୟ ସରକାରଙ୍କ ସହଯୋଗରେ ମୃତ୍ତିକା ପରୀକ୍ଷା, ଫସଲ ବୀମା ଓ ସହଜ ଋଣ ସୁବିଧା ଚାଷୀଙ୍କ ପାଖରେ ପହଞ୍ଚାଇବା ଲକ୍ଷ୍ୟ ରଖାଯାଇଛି । ବିଶେଷଜ୍ଞଙ୍କ ମତରେ ଆଗାମୀ ଦିନରେ ଡାଲି ଓ ତୈଳବୀଜ ଉତ୍ପାଦନ ବୃଦ୍ଧି ଦେଶକୁ ଆତ୍ମନିର୍ଭର କରିବ । ଦେଶରେ ଖାଦ୍ୟଶସ୍ୟ ଉତ୍ପାଦନ ନୂଆ ରେକର୍ଡ ସୃଷ୍ଟି କରିଛି ବୋଲି କେନ୍ଦ୍ର କୃଷି ମନ୍ତ୍ରୀ କହିଛନ୍ତି । ଚଳିତ ବର୍ଷ ଖରିଫ ଓ ରବି ଋତୁରେ ଚାଷୀମାନେ ଉନ୍ନତ ବିହନ ଓ ଆଧୁନିକ ପ୍ରଯୁକ୍ତି ବ୍ୟବହାର କରି ଅଧିକ ଉତ୍ପାଦନ କରିଛନ୍ତି । — [438, 288, 496, 450]
section-title: ବିଜନେସ୍ ଲାଇନ — [88, 7, 166, 22]
msme-kicker: ମେଡିକାଲ ଉପକରଣ ଆମଦାନୀ — [389, 262, 447, 267]
advert-line-1: ଆରମ୍ଭ ଯୁଗାଦି — [352, 9, 380, 14]
education-text-col2: ଦେଶରେ ଖାଦ୍ୟଶସ୍ୟ ଉତ୍ପାଦନ ନୂଆ ରେକର୍ଡ ସୃଷ୍ଟି କରିଛି ବୋଲି କେନ୍ଦ୍ର କୃଷି ମନ୍ତ୍ରୀ କହିଛନ୍ତି । ଚଳିତ ବର୍ଷ ଖରିଫ ଓ ରବି ଋତୁରେ ଚାଷୀମାନେ ଉନ୍ନତ ବିହନ ଓ ଆଧୁନିକ ପ୍ରଯୁକ୍ତି ବ୍ୟବହାର କରି ଅଧିକ ଉତ୍ପାଦନ କରିଛନ୍ତି । ସରକାର ଚାଷୀଙ୍କ ଆୟ ବୃଦ୍ଧି ପାଇଁ ବିଭିନ୍ନ ଯୋଜନା କାର୍ଯ୍ୟକାରୀ କରୁଛନ୍ତି ଏବଂ ଜଳସେଚନ ସୁବିଧା ସମ୍ପ୍ରସାରଣ ଉପରେ ଗୁରୁତ୍ୱ ଦେଉଛନ୍ତି । ଏହା ସହ ବଜାର ବ୍ୟବସ୍ଥା ସୁଦୃଢ଼ କରିବା ପାଇଁ ନୂଆ ପଦକ୍ଷେପ ନିଆଯାଉଛି । ରାଜ୍ୟ ସରକାରଙ୍କ ସହଯୋଗରେ ମୃତ୍ତିକା ପରୀକ୍ଷା, ଫସଲ ବୀମା ଓ ସହଜ ଋଣ ସୁବିଧା ଚାଷୀଙ୍କ ପାଖରେ ପହଞ୍ଚାଇବା ଲକ୍ଷ୍ୟ ରଖାଯାଇଛି । ବିଶେଷଜ୍ଞଙ୍କ ମତରେ ଆଗାମୀ ଦିନରେ ଡାଲି ଓ ତୈଳବୀଜ ଉତ୍ପାଦନ ବୃଦ୍ଧି ଦେଶକୁ ଆତ୍ମନିର୍ଭର କରିବ । ଦେଶରେ ଖାଦ୍ୟଶସ୍ୟ ଉତ୍ପାଦନ ନୂଆ ରେକର୍ଡ ସୃଷ୍ଟି କରିଛି ବୋଲି କେନ୍ଦ୍ର କୃଷି ମନ୍ତ୍ରୀ କହିଛନ୍ତି । ଚଳିତ ବର୍ଷ ଖରିଫ ଓ ରବି ଋତୁରେ ଚାଷୀମାନେ ଉନ୍ନତ ବିହନ ଓ ଆଧୁନିକ ପ୍ରଯୁକ୍ତି ବ୍ୟବହାର କରି ଅଧିକ ଉତ୍ପାଦନ କରିଛନ୍ତି । ସରକାର ଚାଷୀଙ୍କ ଆୟ ବୃଦ୍ଧି ପାଇଁ ବିଭିନ୍ନ ଯୋଜନା କାର୍ଯ୍ୟକାରୀ କରୁଛନ୍ତି ଏବଂ ଜଳସେଚନ ସୁବିଧା ସମ୍ପ୍ରସାରଣ ଉପରେ ଗୁରୁତ୍ୱ ଦେଉଛନ୍ତି । ଏହା ସହ ବଜାର ବ୍ୟବସ୍ଥା ସୁଦୃଢ଼ କରିବା ପାଇଁ ନୂଆ ପଦକ୍ଷେପ ନିଆଯାଉଛି । ରାଜ୍ୟ ସରକାରଙ୍କ ସହଯୋଗରେ ମୃତ୍ତିକା ପରୀକ୍ଷା, ଫସଲ ବୀମା ଓ ସହଜ ଋଣ ସୁବିଧା ଚାଷୀଙ୍କ ପାଖରେ ପହଞ୍ଚାଇବା ଲକ୍ଷ୍ୟ ରଖାଯାଇଛି । ବିଶେଷଜ୍ଞଙ୍କ ମତରେ ଆଗାମୀ ଦିନରେ ଡାଲି ଓ ତୈଳବୀଜ ଉତ୍ପାଦନ ବୃଦ୍ଧି ଦେଶକୁ ଆତ୍ମନିର୍ଭର କରିବ । ଦେଶରେ ଖାଦ୍ୟଶସ୍ୟ ଉତ୍ପାଦନ ନୂଆ ରେକର୍ଡ ସୃଷ୍ଟି କରିଛି ବୋଲି କେନ୍ଦ୍ର କୃଷି ମନ୍ତ୍ରୀ କହିଛନ୍ତି । ଚଳିତ ବର୍ଷ ଖରିଫ ଓ ରବି ଋତୁରେ ଚାଷୀମାନେ ଉନ୍ନତ ବିହନ ଓ ଆଧୁନିକ ପ୍ରଯୁକ୍ତି ବ୍ୟବହାର କରି ଅଧିକ ଉତ୍ପାଦନ କରିଛନ୍ତି । ସରକାର ଚାଷୀଙ୍କ ଆୟ ବୃଦ୍ଧି ପାଇଁ ବିଭିନ୍ନ ଯୋଜନା କାର୍ଯ୍ୟକାରୀ କରୁଛନ୍ତି ଏବଂ ଜଳସେଚନ ସୁବିଧା ସମ୍ପ୍ରସାରଣ ଉପରେ ଗୁରୁତ୍ୱ ଦେଉଛନ୍ତି । ଏହା ସହ ବଜାର ବ୍ୟବସ୍ଥା ସୁଦୃଢ଼ କରିବା ପାଇଁ ନୂଆ ପଦକ୍ଷେପ ନିଆଯାଉଛି । ରାଜ୍ୟ ସରକାରଙ୍କ ସହଯୋଗରେ ମୃତ୍ତିକା ପରୀକ୍ଷା, ଫସଲ ବୀମା ଓ ସହଜ ଋଣ ସୁବିଧା ଚାଷୀଙ୍କ ପାଖରେ ପହଞ୍ଚାଇବା ଲକ୍ଷ୍ୟ ରଖାଯାଇଛି । ବିଶେଷଜ୍ଞଙ୍କ ମତରେ ଆଗାମୀ ଦିନରେ ଡାଲି ଓ ତୈଳବୀଜ ଉତ୍ପାଦନ ବୃଦ୍ଧି ଦେଶକୁ ଆତ୍ମନିର୍ଭର କରିବ । ଦେଶରେ ଖାଦ୍ୟଶସ୍ୟ ଉତ୍ପାଦନ ନୂଆ ରେକର୍ଡ ସୃଷ୍ଟି କରିଛି ବୋଲି କେନ୍ଦ୍ର କୃଷି ମନ୍ତ୍ରୀ କହିଛନ୍ତି । ଚଳିତ ବର୍ଷ ଖରିଫ ଓ ରବି ଋତୁରେ ଚାଷୀମାନେ ଉନ୍ନତ ବିହନ ଓ ଆଧୁନିକ ପ୍ରଯୁକ୍ତି ବ୍ୟବହାର କରି ଅଧିକ ଉତ୍ପାଦନ କରିଛନ୍ତି । ସରକାର ଚାଷୀଙ୍କ ଆୟ ବୃଦ୍ଧି ପାଇଁ ବିଭିନ୍ନ ଯୋଜନା କାର୍ଯ୍ୟକାରୀ କରୁଛନ୍ତି ଏବଂ ଜଳସେଚନ ସୁବିଧା ସମ୍ପ୍ରସାରଣ ଉପରେ ଗୁରୁତ୍ୱ ଦେଉଛନ୍ତି । ଏହା ସହ ବଜାର ବ୍ୟବସ୍ଥା ସୁଦୃଢ଼ କରିବା ପାଇଁ ନୂଆ ପଦକ୍ଷେପ ନିଆଯାଉଛି । ରାଜ୍ୟ ସରକାରଙ୍କ ସହଯୋଗରେ ମୃତ୍ତିକା ପରୀକ୍ଷା, ଫସଲ ବୀମା ଓ ସହଜ ଋଣ ସୁବିଧା ଚାଷୀଙ୍କ ପାଖରେ ପହଞ୍ଚାଇବା ଲକ୍ଷ୍ୟ ରଖାଯାଇଛି । ବିଶେଷଜ୍ଞଙ୍କ ମତରେ ଆଗାମୀ ଦିନରେ ଡାଲି ଓ ତୈଳବୀଜ ଉତ୍ପାଦନ ବୃଦ୍ଧି ଦେଶକୁ ଆତ୍ମନିର୍ଭର କରିବ । ଦେଶରେ ଖାଦ୍ୟଶସ୍ୟ ଉତ୍ପାଦନ ନୂଆ ରେକର୍ଡ ସୃଷ୍ଟି କରିଛି ବୋଲି କେନ୍ଦ୍ର କୃଷି ମନ୍ତ୍ରୀ କହିଛନ୍ତି । ଚଳିତ ବର୍ଷ ଖରିଫ ଓ ରବି ଋତୁରେ ଚାଷୀମାନେ ଉନ୍ନତ ବିହନ ଓ ଆଧୁନିକ ପ୍ରଯୁକ୍ତି ବ୍ୟବହାର କରି ଅଧିକ ଉତ୍ପାଦନ କରିଛନ୍ତି । ସରକାର ଚାଷୀଙ୍କ ଆୟ ବୃଦ୍ଧି ପାଇଁ ବିଭିନ୍ନ ଯୋଜନା କାର୍ଯ୍ୟକାରୀ କରୁଛନ୍ତି ଏବଂ ଜଳସେଚନ ସୁବିଧା ସମ୍ପ୍ରସାରଣ — [229, 494, 293, 782]
lead-photo-2-image — [430, 82, 498, 140]
author-title: ଆରଭିସି ବିଶ୍ୱବିଦ୍ୟାଳୟ — [181, 498, 219, 503]
advert-line-2: ଆଗାମୀ ୨୫ ଫେବୃଆରୀ — [352, 16, 384, 20]
education-text-col3: ଦେଶରେ ଖାଦ୍ୟଶସ୍ୟ ଉତ୍ପାଦନ ନୂଆ ରେକର୍ଡ ସୃଷ୍ଟି କରିଛି ବୋଲି କେନ୍ଦ୍ର କୃଷି ମନ୍ତ୍ରୀ କହିଛନ୍ତି । ଚଳିତ ବର୍ଷ ଖରିଫ ଓ ରବି ଋତୁରେ ଚାଷୀମାନେ ଉନ୍ନତ ବିହନ ଓ ଆଧୁନିକ ପ୍ରଯୁକ୍ତି ବ୍ୟବହାର କରି ଅଧିକ ଉତ୍ପାଦନ କରିଛନ୍ତି । ସରକାର ଚାଷୀଙ୍କ ଆୟ ବୃଦ୍ଧି ପାଇଁ ବିଭିନ୍ନ ଯୋଜନା କାର୍ଯ୍ୟକାରୀ କରୁଛନ୍ତି ଏବଂ ଜଳସେଚନ ସୁବିଧା ସମ୍ପ୍ରସାରଣ ଉପରେ ଗୁରୁତ୍ୱ ଦେଉଛନ୍ତି । ଏହା ସହ ବଜାର ବ୍ୟବସ୍ଥା ସୁଦୃଢ଼ କରିବା ପାଇଁ ନୂଆ ପଦକ୍ଷେପ ନିଆଯାଉଛି । ରାଜ୍ୟ ସରକାରଙ୍କ ସହଯୋଗରେ ମୃତ୍ତିକା ପରୀକ୍ଷା, ଫସଲ ବୀମା ଓ ସହଜ ଋଣ ସୁବିଧା ଚାଷୀଙ୍କ ପାଖରେ ପହଞ୍ଚାଇବା ଲକ୍ଷ୍ୟ ରଖାଯାଇଛି । ବିଶେଷଜ୍ଞଙ୍କ ମତରେ ଆଗାମୀ ଦିନରେ ଡାଲି ଓ ତୈଳବୀଜ ଉତ୍ପାଦନ ବୃଦ୍ଧି ଦେଶକୁ ଆତ୍ମନିର୍ଭର କରିବ । ଦେଶରେ ଖାଦ୍ୟଶସ୍ୟ ଉତ୍ପାଦନ ନୂଆ ରେକର୍ଡ ସୃଷ୍ଟି କରିଛି ବୋଲି କେନ୍ଦ୍ର କୃଷି ମନ୍ତ୍ରୀ କହିଛନ୍ତି । ଚଳିତ ବର୍ଷ ଖରିଫ ଓ ରବି ଋତୁରେ ଚାଷୀମାନେ ଉନ୍ନତ ବିହନ ଓ ଆଧୁନିକ ପ୍ରଯୁକ୍ତି ବ୍ୟବହାର କରି ଅଧିକ ଉତ୍ପାଦନ କରିଛନ୍ତି । ସରକାର ଚାଷୀଙ୍କ ଆୟ ବୃଦ୍ଧି ପାଇଁ ବିଭିନ୍ନ ଯୋଜନା କାର୍ଯ୍ୟକାରୀ କରୁଛନ୍ତି ଏବଂ ଜଳସେଚନ ସୁବିଧା ସମ୍ପ୍ରସାରଣ ଉପରେ ଗୁରୁତ୍ୱ ଦେଉଛନ୍ତି । ଏହା ସହ ବଜାର ବ୍ୟବସ୍ଥା ସୁଦୃଢ଼ କରିବା ପାଇଁ ନୂଆ ପଦକ୍ଷେପ ନିଆଯାଉଛି । ରାଜ୍ୟ ସରକାରଙ୍କ ସହଯୋଗରେ ମୃତ୍ତିକା ପରୀକ୍ଷା, ଫସଲ ବୀମା ଓ ସହଜ ଋଣ ସୁବିଧା ଚାଷୀଙ୍କ ପାଖରେ ପହଞ୍ଚାଇବା ଲକ୍ଷ୍ୟ ରଖାଯାଇଛି । ବିଶେଷଜ୍ଞଙ୍କ ମତରେ ଆଗାମୀ ଦିନରେ ଡାଲି ଓ ତୈଳବୀଜ ଉତ୍ପାଦନ ବୃଦ୍ଧି ଦେଶକୁ ଆତ୍ମନିର୍ଭର କରିବ । ଦେଶରେ ଖାଦ୍ୟଶସ୍ୟ ଉତ୍ପାଦନ ନୂଆ ରେକର୍ଡ ସୃଷ୍ଟି କରିଛି ବୋଲି କେନ୍ଦ୍ର କୃଷି ମନ୍ତ୍ରୀ କହିଛନ୍ତି । ଚଳିତ ବର୍ଷ ଖରିଫ ଓ ରବି ଋତୁରେ ଚାଷୀମାନେ ଉନ୍ନତ ବିହନ ଓ ଆଧୁନିକ ପ୍ରଯୁକ୍ତି ବ୍ୟବହାର କରି ଅଧିକ ଉତ୍ପାଦନ କରିଛନ୍ତି । ସରକାର ଚାଷୀଙ୍କ ଆୟ ବୃଦ୍ଧି ପାଇଁ ବିଭିନ୍ନ ଯୋଜନା କାର୍ଯ୍ୟକାରୀ କରୁଛନ୍ତି ଏବଂ ଜଳସେଚନ ସୁବିଧା ସମ୍ପ୍ରସାରଣ ଉପରେ ଗୁରୁତ୍ୱ ଦେଉଛନ୍ତି । ଏହା ସହ ବଜାର ବ୍ୟବସ୍ଥା ସୁଦୃଢ଼ କରିବା ପାଇଁ ନୂଆ ପଦକ୍ଷେପ ନିଆଯାଉଛି । ରାଜ୍ୟ ସରକାରଙ୍କ ସହଯୋଗରେ ମୃତ୍ତିକା ପରୀକ୍ଷା, ଫସଲ ବୀମା ଓ ସହଜ ଋଣ ସୁବିଧା ଚାଷୀଙ୍କ ପାଖରେ ପହଞ୍ଚାଇବା ଲକ୍ଷ୍ୟ ରଖାଯାଇଛି । ବିଶେଷଜ୍ଞଙ୍କ ମତରେ ଆଗାମୀ ଦିନରେ ଡାଲି ଓ ତୈଳବୀଜ ଉତ୍ପାଦନ ବୃଦ୍ଧି ଦେଶକୁ ଆତ୍ମନିର୍ଭର କରିବ । ଦେଶରେ ଖାଦ୍ୟଶସ୍ୟ ଉତ୍ପାଦନ ନୂଆ ରେକର୍ଡ ସୃଷ୍ଟି କରିଛି ବୋଲି କେନ୍ଦ୍ର କୃଷି ମନ୍ତ୍ରୀ କହିଛନ୍ତି । ଚଳିତ ବର୍ଷ ଖରିଫ ଓ ରବି ଋତୁରେ ଚାଷୀମାନେ ଉନ୍ନତ ବିହନ ଓ ଆଧୁନିକ ପ୍ରଯୁକ୍ତି ବ୍ୟବହାର କରି ଅଧିକ ଉତ୍ପାଦନ କରିଛନ୍ତି । ସରକାର ଚାଷୀଙ୍କ ଆୟ ବୃଦ୍ଧି ପାଇଁ ବିଭିନ୍ନ ଯୋଜନା କାର୍ଯ୍ୟକାରୀ କରୁଛନ୍ତି ଏବଂ ଜଳସେଚନ ସୁବିଧା ସମ୍ପ୍ରସାରଣ ଉପରେ ଗୁରୁତ୍ୱ ଦେଉଛନ୍ତି । ଏହା ସହ ବଜାର ବ୍ୟବସ୍ଥା ସୁଦୃଢ଼ କରିବା ପାଇଁ ନୂଆ ପଦକ୍ଷେପ ନିଆଯାଉଛି । ରାଜ୍ୟ ସରକାରଙ୍କ ସହଯୋଗରେ ମୃତ୍ତିକା ପରୀକ୍ଷା, ଫସଲ ବୀମା ଓ ସହଜ ଋଣ ସୁବିଧା ଚାଷୀଙ୍କ ପାଖରେ ପହଞ୍ଚାଇବା ଲକ୍ଷ୍ୟ ରଖାଯାଇଛି । ବିଶେଷଜ୍ଞଙ୍କ ମତରେ ଆଗାମୀ ଦିନରେ ଡାଲି ଓ ତୈଳବୀଜ ଉତ୍ପାଦନ ବୃଦ୍ଧି ଦେଶକୁ ଆତ୍ମନିର୍ଭର କରିବ । ଦେଶରେ ଖାଦ୍ୟଶସ୍ୟ ଉତ୍ପାଦନ ନୂଆ ରେକର୍ଡ ସୃଷ୍ଟି କରିଛି ବୋଲି କେନ୍ଦ୍ର କୃଷି ମନ୍ତ୍ରୀ କହିଛନ୍ତି । ଚଳିତ ବର୍ଷ ଖରିଫ ଓ ରବି ଋତୁରେ ଚାଷୀମାନେ ଉନ୍ନତ ବିହନ ଓ ଆଧୁନିକ ପ୍ରଯୁକ୍ତି ବ୍ୟବହାର କରି ଅଧିକ ଉତ୍ପାଦନ କରିଛନ୍ତି । ସରକାର ଚାଷୀଙ୍କ ଆୟ ବୃଦ୍ଧି ପାଇଁ ବିଭିନ୍ନ ଯୋଜନା କାର୍ଯ୍ୟକାରୀ କରୁଛନ୍ତି ଏବଂ ଜଳସେଚନ ସୁବିଧା ସମ୍ପ୍ରସାରଣ — [298, 494, 362, 782]
bank-byline: ● ଭୁବନେଶ୍ୱର, ୨୨/୨ — [6, 642, 38, 646]
quote-line-4: ଏହାର ବିକାଶ — [75, 383, 103, 389]
msme-headline: ଏମ୍‌ଏସ୍‌ଏମ୍‌ଇ ଅନୁମୋଦନ ଆବଶ୍ୟକ — [312, 271, 460, 283]
